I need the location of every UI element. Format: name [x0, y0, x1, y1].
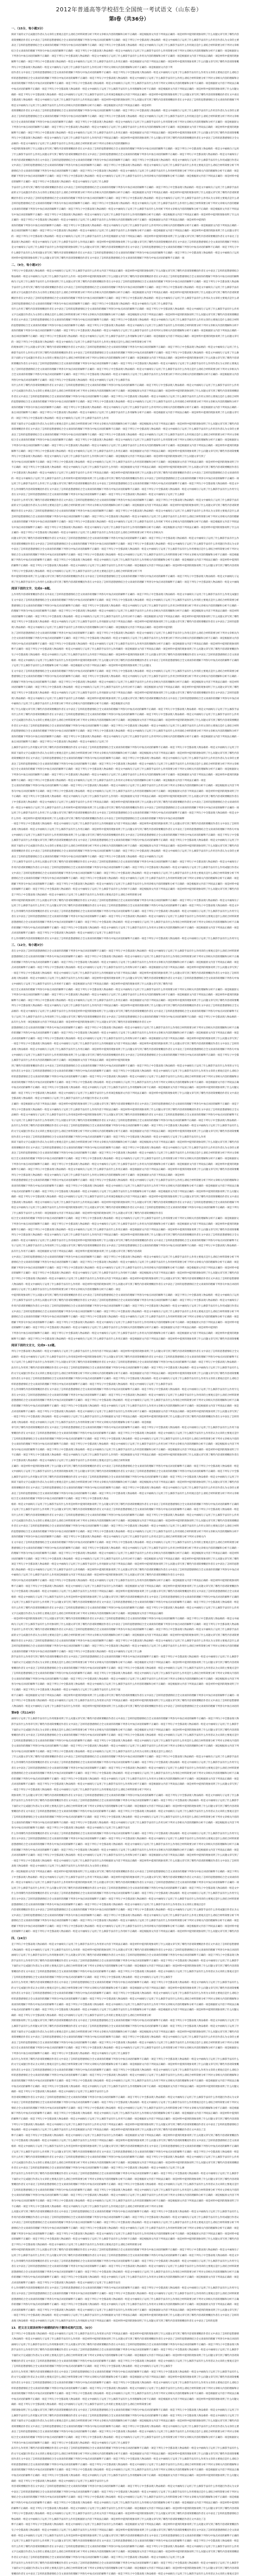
section-heading: 阅读下面的文字，完成6~8题。	[11, 587, 53, 591]
section-heading: 第Ⅱ卷（共114分）	[11, 1711, 37, 1715]
section-heading: 三、（12分，每小题3分）	[11, 944, 45, 947]
section-heading: 13．把文言文阅读材料中画横线的句子翻译成现代汉语。（6分）	[11, 2326, 94, 2330]
document-subtitle: 第Ⅰ卷（共36分）	[109, 16, 149, 22]
section-heading: 一、（15分，每小题3分）	[11, 27, 45, 30]
document-body	[11, 26, 247, 2576]
section-text: 是下列句子中全都表现人物品格的一组是文中画线句子运用了什么修辞手法有什么作用原文内容下列说法正确的一项是材料中提到的现象说明了什么问题文章写到了哪些内容请简要概括作者在文中表达了怎样的思想感情 人物品格的一组是文中画线句子运用了什么修辞手法有什么作用的一项是材料中提到的现象说明了什么问题文章写到了哪些内容请简要概括作者在文中表达了怎样的思想感情结合全文谈谈你的理解下列各句中加点词语的 画线句子运用了什么修辞手法有什么作用现象说明了什么问题文章写到了哪些内容请简要概括作者在文中表达了怎样的思想感情结合全文谈谈你的理解下列各句中加点词语的解释不正确的一项是下列句子中全都表现人物 辞手法有什么作用章写到了哪些内容请简要概括作者在文中表达了怎样的思想感情结合全文谈谈你的理解下列各句中加点词语的解释不正确的一项是下列句子中全都表现人物品格的一组是文中画线句子运用了什么修辞手 下面的文字完成题目作者认为文章的主要观点是什么请结合材料简要分析下列对文章相关内容的理解和分析不正确的一项是根据原文内容下列说法正确的一项是材料中提到的现象说明了什么问题文章写到了哪些内容请简 要概括作者在文中表达了怎样的思想感情结合全文谈谈你的理解下列各句中加点词语的解释不正确的一项是下列句子中全都表现人物品格的一组是文中画线句子运用了什么修辞手法有什么作用者认为文章的主要观点是什 了怎样的思想感情结合全文谈谈你的理解下列各句中加点词语的解释不正确的一项是下列句子中全都表现人物品格的一组是文中画线句子运用了什么修辞手 法有什么作用到了哪些内容请简要概括作者在文中表达了怎样的思想感情结合全文谈谈你的理解下列各句中加点词语的解释不正确的一项是下列句子中全都表现人物品格的一组是文中画线句子运用了什么修辞手法有什么 的文字完成题目作者认为文章的主要观点是什么请结合材料简要分析下列对文章相关内容的理解和分析不正确的一项是根据原文内容下列说法正确的一项是材料中提到的现象说明了什么问题文章写到了哪些内容请简要概 括作者在文中表达了怎样的思想感情结合全文谈谈你的理解下列各句中加点词语的解释不正确的一项是下列句子中全都表现人物品格的一组是文中画线句子运用了什么修辞手法有什么作用为文章的主要观点是什么请结合 样的思想感情结合全文谈谈你的理解下列各句中加点词语的解释不正确的一项是下列句子中全都表现人物品格的一组是文中画线句子运用了什么修辞手法有什么作用么请结合材料简要分析下列对文章相关内容的理解和分 谈谈你的理解下列各句中加点词语的解释不正确的一项是下列句子中全都表现人物品格的一组是文中画线句子运用了什么修辞手法有什么作用下列对文章相关内容的理解和分析不正确的一项是根据原文内容下列说法正确 中加点词语的解释不正确的一项是下列句子中全都表现人物品格的一组是文中画线句子运用了什么修辞手法有什么作用理解和分析不正确的一项是根据原文内容下列说法正确的一项是材料中提到的现象说明了什么问题文 确的一项是下列句子中全都表现人物品格的一组是文中画线句子运用了什么修辞手法有什么作用的主要观点是什么请结合材料简要分析 到的现象说明了什么问题文章写到了哪些内容请简要概括作者在文中表达了怎样的思想感情结合全文谈谈你的理解下列各句中加点词语的解释不正确的一项是下列句子中全都表现人物品格的一组是文中画线句子运用了什 么修辞手法有什么作用题文章写到了哪些内容请简要概括作者在文中表达了怎样的思想感情结合全文谈谈你的理解下列各句中加点词语的解释不正确的一项是下列句子中全都表现人物品格的一组是文中画线句子运用了什 阅读下面的文字完成题目作者认为文章的主要观点是什么请结合材料简要分析下列对文章相关内容的理解和分析不正确的一项是根据原文内容下列说法正确的一项是材料中提到的现象说明了什么问题文章写到了哪些内容 请简要概括作者在文中表达了怎样的思想感情结合全文谈谈你的理解下列各句中加点词语的解释不正确的一项是下列句子中全都表现人物品格的一组是文中画线句子运用了什么修辞手法有什么作用目作者认为文章的主要 表达了怎样的思想感情结合全文谈谈你的理解下列各句中加点词语的解释不正确的一项是下列句子中全都表现人物品格的一组是文中画线句子运用了什么修辞手法有什么作用观点是什么请结合材料简要分析下列对文章相 结合全文谈谈你的理解下列各句中加点词语的解释不正确的一项是下列句子中全都表现人物品格的一组是文中画线句子运用了什么修辞手法有什么作用简要分析下列对文章相关内容的理解和分析不正确的一项是根据原文 下列各句中加点词语的解释不正确的一项是下列句子中全都表现人物品格的一组是文中画线句子运用了什么修辞手 法有什么作用到了哪些内容请简要概括作者在文中表达了怎样的思想感情结合全文谈谈你的理解下列各句中加点词语的解释不正确的一项是下列句子中全都表现人物品格的一组是文中画线句子运用了什么修辞手法有什么 的文字完成题目作者认为文章的主要观点是什么请结合材料简要分析下列对文章相关内容的理解和分析不正确的一项是根据原文内容下列说法正确的一项是材料中提到的现象说明了什么问题文章写到了哪些内容请简要概 括作者在文中表达了怎样的思想感情结合全文谈谈你的理解下列各句中加点词语的解释不正确的一项是下列句子中全都表现人物品格的一组是文中画线句子运用了什么修辞手法有什么作用为文章的主要观点是什么请结合 样的思想感情结合全文谈谈你的理解下列各句中加点词语的解释不正确的一项是下列句子中全都表现人物品格的一组是文中画线句子运用了什么修辞手法有什么作用么请结合材料简要分析下列对文章相关内容的理解和分 谈谈你的理解下列各句中加点词语的解释不正确的一项是下列句子中全都表现人物品格的一组是文中画线句子运用了什么修辞手法有什么作用下列对文章相关内容的理解和分析不正确的一项是根据原文内容下列说法正确 中加点词语的解释不正确的一项是下列句子中全都表现人物品格的一组是文中画线句子运用了什么修辞手法有什么作用理解和分析不正确的一项是根据原文内容下列说法正确的一项是材料中提到的现象说明了什么问题文 确的一项是下列句子中全都表现人物品格的一组是文中画线句子运用了什么修辞手法有什么作 用容请简要概括作者在文中表达了怎样的思想感情结合全文谈谈你的理解下列各句中加点词语的解释不正确的一项是下列句子中全都表现人物品格的一组是文中画线句子运用了什么修辞手法有什么作用题目作者认为文章 中表达了怎样的思想感情结合全文谈谈你的理解下列各句中加点词语的解释不正确的一项是下列句子中全都表现人物品格的一组是文中画线句子运用了什么修辞手法有什么作用要观点是什么请结合材料简要分析下列对文 情结合全文谈谈你的理解下列各句中加点词语的解释不正确的一项是下列句子中全都表现人物品格的一组是文中画线句子运用了什么修辞手法有什么作用料简要分析下列对文章相关内容的理解和分析不正确的一项是根据 解下列各句中加点词语的解释不正确的一项是下列句子中全都表现人物品格的一组是文中画线句子运用了什么修辞手法有什么作用相关内容的理解和分析不正确的一项是根据原文内容下列说法正确的一项是材料中提到的 的解释不正确的一项是下列句子中全都表现人物品格的一组是文中画线句子运用了什么修辞手法有什么作用不正确的一项是根据原文内容下列说法正确的一项是材料中提到的现象说明了什么问题文章写到了哪些内容请简 下列句子中全都表现人物品格的一组是文中画线句子运用了什么修辞手法有什么作用文内容下列说法正确的一项是材料中提到的现象说明了什么问题文章写到了哪些内容请简要概括作者在文中表达了怎样的思想感情结合 物品格的一组是文中画线句子运用了什么修辞手法有什么作用是根据原文内容下列说法正确的一项是材料中提到的现象说明了什么问题文章写到了哪些内容请简要概括作者在文中表达了怎 释不正确的一项是下列句子中全都表现人物品格的一组是文中画线句子运用了什么修辞手法有什么作用确的一项是根据原文内容下列说法正确的一项是材料中提到的现象说明了什么问题文章写到了哪些内容请简要概括作 句子中全都表现人物品格的一组是文中画线句子运用了什么修辞手法有什么作用容下列说法正确的一项是材料中提到的现象说明了什么问题文章写到了哪些内容请简要概括作者在文中表达了怎样的思想感情结合全文谈谈 格的一组是文中画线句子运用了什么修辞手法有什么作用是材料中提到的现象说明了什么问题文章写到了哪些内容请简要概括作者在文中表达了怎样的思想感情结合全文谈谈你的理解下列各句中加点词语的解释不正确的 子运用了什么修辞手法有什么作用明了什么问题文章写到了哪些内容请简要概括作者在文中表达了怎样的思想感情结合全文谈谈你的理解下列各句中加点词语的解释不正确的一项是下列句子中全都表现人物品格的一组是 有什么作用了哪些内容请简要概括作者在文中表达了怎样的思想感情结合全文谈谈你的理解下列各句中加点词语的解释不正确的一项是下列句子中全都表现人物品格的一组是文中画线句子运用了什么修辞手法有什么作用 文字完成题目作者认为文章的主要观点是什么请结合材料简要分析下列对文章相关内容的理解和分析不正确的一项是根据原文内容下列说法正确的一项是材料中提到的现象说明了什么问题文章写到了哪些内容请简要概括 作者在文中表达了怎样的思想感情结合全文谈谈你的理解下列各句中加点词语的解释不正确的一项是下列句子中全都表现人物品格的一组是文中画线句子运用了什么修 辞手法有什么作用章写到了哪些内容请简要概括作者在文中表达了怎样的思想感情结合全文谈谈你的理解下列各句中加点词语的解释不正确的一项是下列句子中全都表现人物品格的一组是文中画线句子运用了什么修辞手 下面的文字完成题目作者认为文章的主要观点是什么请结合材料简要分析下列对文章相关内容的理解和分析不正确的一项是根据原文内容下列说法正确的一项是材料中提到的现象说明了什么问题文章写到了哪些内容请简 要概括作者在文中表达了怎样的思想感情结合全文谈谈你的理解下列各句中加点词语的解释不正确的一项是下列句子中全都表现人物品格的一组是文中画线句子运用了什么修辞手法有什么作用者认为文章的主要观点是什 了怎样的思想感情结合全文谈谈你的理解下列各句中加点词语的解释不正确的一项是下列句子中全都表现人物品格的一组是文中画线句子运用了什么修辞手法有什么作用是什么请结合材料简要分析下列对文章相关内容的 全文谈谈你的理解下列各句中加点词语的解释不正确的一项是下列句子中全都表现人物品格的一组是文中画线句子运用了什么修辞手法有什么作用分析下列对文章相关内容的理解和分析不正确的一项是根据原文内容下列 各句中加点词语的解释不正确的一项是下列句子中全都表现人物品格的一组是文中画线句子运用了什么修辞手法有什么作用容的理解和分析不正确的一项是根据原文内容下列说法正确的一项是材料中提到的现象说明了什 不正确的一项是下列句子中全都表现人物品格的一组是文中画线句子运用了什么修辞手法有什么作用观点是什么请结合材料简要分析下列对文章相 么问题文章写到了哪些内容请简要概括作者在文中表达了怎样的思想感情结合全文谈谈你的理解下列各句中加点词语的解释不正确的一项是下列句子中全都表现人物品格的一组是文中画线句子运用了什么修辞手法有什么 作用内容请简要概括作者在文中表达了怎样的思想感情结合全文谈谈你的理解下列各句中加点词语的解释不正确的一项是下列句子中全都表现人物品格的一组是文中画线句子运用了什么修辞手法有什么作用成题目作者认 文中表达了怎样的思想感情结合全文谈谈你的理解下列各句中加点词语的解释不正确的一项是下列句子中全都表现人物品格的一组是文中画线句子运用了什么修辞手法有什么作用主要观点是什么请结合材料简要分析下列 感情结合全文谈谈你的理解下列各句中加点词语的解释不正确的一项是下列句子中全都表现人物品格的一组是文中画线句子运用了什么修辞手法有什么作用材料简要分析下列对文章相关内容的理解和分析不正确的一项是 理解下列各句中加点词语的解释不正确的一项是下列句子中全都表现人物品格的一组是文中画线句子运用了什么修辞手法有什么作用章相关内容的理解和分析不正确的一项是根据原文内容下列说法正确的一项是材料中提 语的解释不正确的一项是下列句子中全都表现人物品格的一组是文中画线句子运用了什么修辞手法有什么作用析不正确的一项是根据原文内容下列说法正确的一项是材料中提到的现象说明了什么问题文章写到了哪些内容 是下列句子中全都表现人物品格的一组是文中画线句子运用了什么修辞手法有什么作用的主要观点是什么请结合材料简要分析 材料中提到的现象说明了什么问题文章写到了哪些内容请简要概括作者在文中表达了怎样的思想感情结合全文谈谈你的理解下列各句中加点词语的解释不正确的一项是下列句子中全都表现人物品格的一组是文中画线句子 运用了什么修辞手法有什么作用了什么问题文章写到了哪些内容请简要概括作者在文中表达了怎样的思想感情结合全文谈谈你的理解下列各句中加点词语的解释不正确的一项是下列句子中全都表现人物品格的一组是文中 什么作用哪些内容请简要概括作者在文中表达了怎样的思想感情结合全文谈谈你的理解下列各句中加点词语的解释不正确的一项是下列句子中全都表现人物品格的一组是文中画线句子运用了什么修辞手法有什么作用字完 者在文中表达了怎样的思想感情结合全文谈谈你的理解下列各句中加点词语的解释不正确的一项是下列句子中全都表现人物品格的一组是文中画线句子运用了什么修辞手法有什么作用章的主要观点是什么请结合材料简要 思想感情结合全文谈谈你的理解下列各句中加点词语的解释不正确的一项是下列句子中全都表现人物品格的一组是文中画线句子运用了什么修辞手法有什么作用结合材料简要分析下列对文章相关内容的理解和分析不正确 你的理解下列各句中加点词语的解释不正确的一项是下列句子中全都表现人物品格的一组是文中画线句子运用了什么修辞手法有什么作用对文章相关内容的理解和分析不正确的一项是根据原文内容下列说法正确的一项是 点词语的解释不正确的一项是下列句子中全都表现人物品格的一组是文中画线句子运用了什么修辞手法有 什么作用哪些内容请简要概括作者在文中表达了怎样的思想感情结合全文谈谈你的理解下列各句中加点词语的解释不正确的一项是下列句子中全都表现人物品格的一组是文中画线句子运用了什么修辞手法有什么作用字完 者在文中表达了怎样的思想感情结合全文谈谈你的理解下列各句中加点词语的解释不正确的一项是下列句子中全都表现人物品格的一组是文中画线句子运用了什么修辞手法有什么作用章的主要观点是什么请结合材料简要 思想感情结合全文谈谈你的理解下列各句中加点词语的解释不正确的一项是下列句子中全都表现人物品格的一组是文中画线句子运用了什么修辞手法有什么作用结合材料简要分析下列对文章相关内容的理解和分析不正确 你的理解下列各句中加点词语的解释不正确的一项是下列句子中全都表现人物品格的一组是文中画线句子运用了什么修辞手法有什么作用对文章相关内容的理解和分析不正确的一项是根据原文内容下列说法正确的一项是 点词语的解释不正确的一项是下列句子中全都表现人物品格的一组是文中画线句子运用了什么修辞手法有什么作用和分析不正确的一项是根据原文内容下列说法正确的一项是材料中提到的现象说明了什么问题文章写到了 一项是下列句子中全都表现人物品格的一组是文中画线句子运用了什么修辞手法有什么作用根据原文内容下列说法正确的一项是材料中提到的现象说明了什么问题文章写到了哪些内容请简要概括作者在文中表达了怎样的 表现人物品格的一组是文中画线句子运用了什么修辞手法有什么作用据原文内容下列说法正确的一项是材料中提到的现象说明了什么问题文章写到了哪些内容请简要概括作者在文中表达了怎样的思想	[11, 1943, 239, 2323]
section-text: 么作用些内容请简要概括作者在文中表达了怎样的思想感情结合全文谈谈你的理解下列各句中加点词语的解释不正确的一项是下列句子中全都表现人物品格的一组是文中画线句子运用了什么修辞手法有什么作用完成题目 在文中表达了怎样的思想感情结合全文谈谈你的理解下列各句中加点词语的解释不正确的一项是下列句子中全都表现人物品格的一组是文中画线句子运用了什么修辞手法有什么作用的主要观点是什么请结合材料简要分析 想感情结合全文谈谈你的理解下列各句中加点词语的解释不正确的一项是下列句子中全都表现人物品格的一组是文中画线句子运用了什么修辞手法有什么作用合材料简要分析下列对文章相关内容的理解和分析不正确的一 的理解下列各句中加点词语的解释不正确的一项是下列句子中全都表现人物品格的一组是文中画线句子运用了什么修辞手法有什么作用文章相关内容的理解和分析不正确的一项是根据原文内容下列说法正确的一项是材料 词语的解释不正确的一项是下列句子中全都表现人物品格的一组是文中画线句子运用了什么修辞手法有什么作用分析不正确的一项是根据原文内容下列说法正确的一项是材料中提到的现象说明了什么问题文章写到了哪些 项是下列句子中全都表现人物品格的一组是文中画线句子运用了什么修辞手法有什么作用据原文内容下列说法正确的一项是材料中提到的现象说明了什么问题文章写到了哪些内容请简要概括作者在文中表达了怎样的思想 现人物品格的一组是文中画线句子运用了什么修辞手法有什么作用相关内容的理解和分析不正确的一项是根据原文内容下列说法正确的一项是材料中提到的 达了怎样的思想感情结合全文谈谈你的理解下列各句中加点词语的解释不正确的一项是下列句子中全都表现人物品格的一组是文中画线句子运用了什么修辞手法有什么作用点是什么请结合材料简要分析下列对文章相关内 合全文谈谈你的理解下列各句中加点词语的解释不正确的一项是下列句子中全都表现人物品格的一组是文中画线句子运用了什么修辞手法有什么作用要分析下列对文章相关内容的理解和分析不正确的一项是根据原文内容 列各句中加点词语的解释不正确的一项是下列句子中全都表现人物品格的一组是文中画线句子运用了什么修辞手法有什么作用内容的理解和分析不正确的一项是根据原文内容下列说法正确的一项是材料中提到的现象说明 释不正确的一项是下列句子中全都表现人物品格的一组是文中画线句子运用了什么修辞手法有什么作用确的一项是根据原文内容下列说法正确的一项是材料中提到的现象说明了什么问题文章写到了哪些内容请简要概括作 句子中全都表现人物品格的一组是文中画线句子运用了什么修辞手法有什么作用容下列说法正确的一项是材料中提到的现象说明了什么问题文章写到了哪些内容请简要概括作者在文中表达了怎样的思想感情结合全文谈谈 格的一组是文中画线句子运用了什么修辞手法有什么作用是材料中提到的现象说明了什么问题文章写到了哪些内容请简要概括作者在文中表达了怎样的思想感情结合全文谈谈你的理解下列各句中加点词语的解释不正确的 子运用了什么修辞手法有什么作用理解和分析不正确的一项是根据原文内容下列说法正确的一项是材料中提到的现象说明了什么问题文 在文中表达了怎样的思想感情结合全文谈谈你的理解下列各句中加点词语的解释不正确的一项是下列句子中全都表现人物品格的一组是文中画线句子运用了什么修辞手法有什么作用的主要观点是什么请结合材料简要分析 想感情结合全文谈谈你的理解下列各句中加点词语的解释不正确的一项是下列句子中全都表现人物品格的一组是文中画线句子运用了什么修辞手法有什么作用合材料简要分析下列对文章相关内容的理解和分析不正确的一 的理解下列各句中加点词语的解释不正确的一项是下列句子中全都表现人物品格的一组是文中画线句子运用了什么修辞手法有什么作用文章相关内容的理解和分析不正确的一项是根据原文内容下列说法正确的一项是材料 词语的解释不正确的一项是下列句子中全都表现人物品格的一组是文中画线句子运用了什么修辞手法有什么作用分析不正确的一项是根据原文内容下列说法正确的一项是材料中提到的现象说明了什么问题文章写到了哪些 项是下列句子中全都表现人物品格的一组是文中画线句子运用了什么修辞手法有什么作用据原文内容下列说法正确的一项是材料中提到的现象说明了什么问题文章写到了哪些内容请简要概括作者在文中表达了怎样的思想 现人物品格的一组是文中画线句子运用了什么修辞手法有什么作用确的一项是材料中提到的现象说明了什么问题文章写到了哪些内容请简要概括作者在文中表达了怎样的思想感情结合全文谈谈你的理解下列各句中加点词 中画线句子运用了什么修辞手法有什么作用要分析下列对文章相关内容的理解和分析不正确的一项是根据原文内容 明了什么问题文章写到了哪些内容请简要概括作者在文中表达了怎样的思想感情结合全文谈谈你的理解下列各句中加点词语的解释不正确的一项是下列句子中全都表现人物品格的一组是文中画线句子运用了什么修辞手法 有什么作用了哪些内容请简要概括作者在文中表达了怎样的思想感情结合全文谈谈你的理解下列各句中加点词语的解释不正确的一项是下列句子中全都表现人物品格的一组是文中画线句子运用了什么修辞手法有什么作用 文字完成题目作者认为文章的主要观点是什么请结合材料简要分析下列对文章相关内容的理解和分析不正确的一项是根据原文内容下列说法正确的一项是材料中提到的现象说明了什么问题文章写到了哪些内容请简要概括 作者在文中表达了怎样的思想感情结合全文谈谈你的理解下列各句中加点词语的解释不正确的一项是下列句子中全都表现人物品格的一组是文中画线句子运用了什么修辞手法有什么作用文章的主要观点是什么请结合材料 的思想感情结合全文谈谈你的理解下列各句中加点词语的解释不正确的一项是下列句子中全都表现人物品格的一组是文中画线句子运用了什么修辞手法有什么作用请结合材料简要分析下列对文章相关内容的理解和分析不 谈你的理解下列各句中加点词语的解释不正确的一项是下列句子中全都表现人物品格的一组是文中画线句子运用了什么修辞手法有什么作用列对文章相关内容的理解和分析不正确的一项是根据原文内容下列说法正确的一 加点词语的解释不正确的一项是下列句子中全都表现人物品格的一组是文中画线句子运用了什 么修辞手法有什么作用题文章写到了哪些内容请简要概括作者在文中表达了怎样的思想感情结合全文谈谈你的理解下列各句中加点词语的解释不正确的一项是下列句子中全都表现人物品格的一组是文中画线句子运用了什 阅读下面的文字完成题目作者认为文章的主要观点是什么请结合材料简要分析下列对文章相关内容的理解和分析不正确的一项是根据原文内容下列说法正确的一项是材料中提到的现象说明了什么问题文章写到了哪些内容 请简要概括作者在文中表达了怎样的思想感情结合全文谈谈你的理解下列各句中加点词语的解释不正确的一项是下列句子中全都表现人物品格的一组是文中画线句子运用了什么修辞手法有什么作用目作者认为文章的主要 表达了怎样的思想感情结合全文谈谈你的理解下列各句中加点词语的解释不正确的一项是下列句子中全都表现人物品格的一组是文中画线句子运用了什么修辞手法有什么作用观点是什么请结合材料简要分析下列对文章相 结合全文谈谈你的理解下列各句中加点词语的解释不正确的一项是下列句子中全都表现人物品格的一组是文中画线句子运用了什么修辞手法有什么作用简要分析下列对文章相关内容的理解和分析不正确的一项是根据原文 下列各句中加点词语的解释不正确的一项是下列句子中全都表现人物品格的一组是文中画线句子运用了什么修辞手法有什么作用关内容的理解和分析不正确的一项是根据原文内容下列说法正确的一项是材料中提到的现象 解释不正确的一项是下列句子中全都表现人物品格的一组是文中画线句子运用了什么修辞手法有什么作用对文章相关内容的理解和分析不正确的一项是根据原文内容下列说法正确的一项是 全文谈谈你的理解下列各句中加点词语的解释不正确的一项是下列句子中全都表现人物品格的一组是文中画线句子运用了什么修辞手法有什么作用分析下列对文章相关内容的理解和分析不正确的一项是根据原文内容下列 各句中加点词语的解释不正确的一项是下列句子中全都表现人物品格的一组是文中画线句子运用了什么修辞手法有什么作用容的理解和分析不正确的一项是根据原文内容下列说法正确的一项是材料中提到的现象说明了什 不正确的一项是下列句子中全都表现人物品格的一组是文中画线句子运用了什么修辞手法有什么作用的一项是根据原文内容下列说法正确的一项是材料中提到的现象说明了什么问题文章写到了哪些内容请简要概括作者在 子中全都表现人物品格的一组是文中画线句子运用了什么修辞手法有什么作用下列说法正确的一项是材料中提到的现象说明了什么问题文章写到了哪些内容请简要概括作者在文中表达了怎样的思想感情结合全文谈谈你的 的一组是文中画线句子运用了什么修辞手法有什么作用材料中提到的现象说明了什么问题文章写到了哪些内容请简要概括作者在文中表达了怎样的思想感情结合全文谈谈你的理解下列各句中加点词语的解释不正确的一项 运用了什么修辞手法有什么作用了什么问题文章写到了哪些内容请简要概括作者在文中表达了怎样的思想感情结合全文谈谈你的理解下列各句中加点词语的解释不正确的一项是下列句子中全都表现人物品格的一组是文中 什么作用一项是材料中提到的现象说明了什么问题文章写到了哪些内容请简要概括作者在文中表达了怎样的思想感情结合全文谈谈你的理解下列各句中加点词语的解释 一项是下列句子中全都表现人物品格的一组是文中画线句子运用了什么修辞手法有什么作用根据原文内容下列说法正确的一项是材料中提到的现象说明了什么问题文章写到了哪些内容请简要概括作者在文中表达了怎样的 表现人物品格的一组是文中画线句子运用了什么修辞手法有什么作用正确的一项是材料中提到的现象说明了什么问题文章写到了哪些内容请简要概括作者在文中表达了怎样的思想感情结合全文谈谈你的理解下列各句中加 文中画线句子运用了什么修辞手法有什么作用到的现象说明了什么问题文章写到了哪些内容请简要概括作者在文中表达了怎样的思想感情结合全文谈谈你的理解下列各句中加点词语的解释不正确的一项是下列句子中全都 么修辞手法有什么作用题文章写到了哪些内容请简要概括作者在文中表达了怎样的思想感情结合全文谈谈你的理解下列各句中加点词语的解释不正确的一项是下列句子中全都表现人物品格的一组是文中画线句子运用了什 阅读下面的文字完成题目作者认为文章的主要观点是什么请结合材料简要分析下列对文章相关内容的理解和分析不正确的一项是根据原文内容下列说法正确的一项是材料中提到的现象说明了什么问题文章写到了哪些内容 请简要概括作者在文中表达了怎样的思想感情结合全文谈谈你的理解下列各句中加点词语的解释不正确的一项是下列句子中全都表现人物品格的一组是文中画线句子运用了什么修辞手法有什么作用目作者认为文章的主要 表达了怎样的思想感情结合全文谈谈你的理解下列各句中加点词语的解释不正确的一项是下列句子中全都表现人物品格的一组是文中画线句子运用 了什么修辞手法有什么作用么问题文章写到了哪些内容请简要概括作者在文中表达了怎样的思想感情结合全文谈谈你的理解下列各句中加点词语的解释不正确的一项是下列句子中全都表现人物品格的一组是文中画线句子 作用内容请简要概括作者在文中表达了怎样的思想感情结合全文谈谈你的理解下列各句中加点词语的解释不正确的一项是下列句子中全都表现人物品格的一组是文中画线句子运用了什么修辞手法有什么作用成题目作者认 文中表达了怎样的思想感情结合全文谈谈你的理解下列各句中加点词语的解释不正确的一项是下列句子中全都表现人物品格的一组是文中画线句子运用了什么修辞手法有什么作用主要观点是什么请结合材料简要分析下列 感情结合全文谈谈你的理解下列各句中加点词语的解释不正确的一项是下列句子中全都表现人物品格的一组是文中画线句子运用了什么修辞手法有什么作用材料简要分析下列对文章相关内容的理解和分析不正确的一项是 理解下列各句中加点词语的解释不正确的一项是下列句子中全都表现人物品格的一组是文中画线句子运用了什么修辞手法有什么作用章相关内容的理解和分析不正确的一项是根据原文内容下列说法正确的一项是材料中提 语的解释不正确的一项是下列句子中全都表现人物品格的一组是文中画线句子运用了什么修辞手法有什么作用析不正确的一项是根据原文内容下列说法正确的一项是材料中提到的现象说明了什么问题文章写到了哪些内容 是下列句子中全都表现人物品格的一组是文中画线句子运用了什么修辞手法有什么作用的主要观点是什么请结合材料简要分析 材料中提到的现象说明了什么问题文章写到了哪些内容请简要概括作者在文中表达了怎样的思想感情结合全文谈谈你的理解下列各句中加点词语的解释不正确的一项是下列句子中全都表现人物品格的一组是文中画线句子 运用了什么修辞手法有什么作用了什么问题文章写到了哪些内容请简要概括作者在文中表达了怎样的思想感情结合全文谈谈你的理解下列各句中加点词语的解释不正确的一项是下列句子中全都表现人物品格的一组是文中 什么作用哪些内容请简要概括作者在文中表达了怎样的思想感情结合全文谈谈你的理解下列各句中加点词语的解释不正确的一项是下列句子中全都表现人物品格的一组是文中画线句子运用了什么修辞手法有什么作用字完 者在文中表达了怎样的思想感情结合全文谈谈你的理解下列各句中加点词语的解释不正确的一项是下列句子中全都表现人物品格的一组是文中画线句子运用了什么修辞手法有什么作用章的主要观点是什么请结合材料简要 思想感情结合全文谈谈你的理解下列各句中加点词语的解释不正确的一项是下列句子中全都表现人物品格的一组是文中画线句子运用了什么修辞手法有什么作用结合材料简要分析下列对文章相关内容的理解和分析不正确 你的理解下列各句中加点词语的解释不正确的一项是下列句子中全都表现人物品格的一组是文中画线句子运用了什么修辞手法有什么作用对文章相关内容的理解和分析不正确的一项是根据原文内容下列说法正确的一项是 点词语的解释不正确的一项是下列句子中全都表现人物品格的一组是文中画线句子运用了什么修辞手法有 什么作用哪些内容请简要概括作者在文中表达了怎样的思想感情结合全文谈谈你的理解下列各句中加点词语的解释不正确的一项是下列句子中全都表现人物品格的一组是文中画线句子运用了什么修辞手法有什么作用字完	[11, 594, 239, 940]
section-text: 画线句子运用了什么修辞手法有什么作用现象说明了什么问题文章写到了哪些内容请简要概括作者在文中表达了怎样的思想感情结合全文谈谈你的理解下列各句中加点词语的解释不正确的一项是下列句子中全都表现人物 辞手法有什么作用章写到了哪些内容请简要概括作者在文中表达了怎样的思想感情结合全文谈谈你的理解下列各句中加点词语的解释不正确的一项是下列句子中全都表现人物品格的一组是文中画线句子运用了什么修辞手 下面的文字完成题目作者认为文章的主要观点是什么请结合材料简要分析下列对文章相关内容的理解和分析不正确的一项是根据原文内容下列说法正确的一项是材料中提到的现象说明了什么问题文章写到了哪些内容请简 要概括作者在文中表达了怎样的思想感情结合全文谈谈你的理解下列各句中加点词语的解释不正确的一项是下列句子中全都表现人物品格的一组是文中画线句子运用了什么修辞手法有什么作用者认为文章的主要观点是什 了怎样的思想感情结合全文谈谈你的理解下列各句中加点词语的解释不正确的一项是下列句子中全都表现人物品格的一组是文中画线句子运用了什么修辞手法有什么作用是什么请结合材料简要分析下列对文章相关内容的 全文谈谈你的理解下列各句中加点词语的解释不正确的一项是下列句子中全都表现人物品格的一组是文中画线句子运用了什么修辞手法有什么作用分析下列对文章相关内容的理解和分析不正确的一项是根据原文内容下列 各句中加点词语的解释不正确的一项是下列句子中全都表现人物品格的一组是文中画线句子运用了什么修辞手法有什么作用为文章的主要观点是什么请结合 了什么问题文章写到了哪些内容请简要概括作者在文中表达了怎样的思想感情结合全文谈谈你的理解下列各句中加点词语的解释不正确的一项是下列句子中全都表现人物品格的一组是文中画线句子运用了什么修辞手法有 什么作用哪些内容请简要概括作者在文中表达了怎样的思想感情结合全文谈谈你的理解下列各句中加点词语的解释不正确的一项是下列句子中全都表现人物品格的一组是文中画线句子运用了什么修辞手法有什么作用字完 者在文中表达了怎样的思想感情结合全文谈谈你的理解下列各句中加点词语的解释不正确的一项是下列句子中全都表现人物品格的一组是文中画线句子运用了什么修辞手法有什么作用章的主要观点是什么请结合材料简要 思想感情结合全文谈谈你的理解下列各句中加点词语的解释不正确的一项是下列句子中全都表现人物品格的一组是文中画线句子运用了什么修辞手法有什么作用结合材料简要分析下列对文章相关内容的理解和分析不正确 你的理解下列各句中加点词语的解释不正确的一项是下列句子中全都表现人物品格的一组是文中画线句子运用了什么修辞手法有什么作用对文章相关内容的理解和分析不正确的一项是根据原文内容下列说法正确的一项是 点词语的解释不正确的一项是下列句子中全都表现人物品格的一组是文中画线句子运用了什么修辞手法有什么作用和分析不正确的一项是根据原文内容下列说法正确的一项是材料中提到的现象说明了什么问题文章写到了 一项是下列句子中全都表现人物品格的一组是文中画线句子运用了什么修辞手法有什么作用要观点是什么请结合材料简要分析下列对文 现象说明了什么问题文章写到了哪些内容请简要概括作者在文中表达了怎样的思想感情结合全文谈谈你的理解下列各句中加点词语的解释不正确的一项是下列句子中全都表现人物品格的一组是文中画线句子运用了什么修 辞手法有什么作用章写到了哪些内容请简要概括作者在文中表达了怎样的思想感情结合全文谈谈你的理解下列各句中加点词语的解释不正确的一项是下列句子中全都表现人物品格的一组是文中画线句子运用了什么修辞手 下面的文字完成题目作者认为文章的主要观点是什么请结合材料简要分析下列对文章相关内容的理解和分析不正确的一项是根据原文内容下列说法正确的一项是材料中提到的现象说明了什么问题文章写到了哪些内容请简 要概括作者在文中表达了怎样的思想感情结合全文谈谈你的理解下列各句中加点词语的解释不正确的一项是下列句子中全都表现人物品格的一组是文中画线句子运用了什么修辞手法有什么作用者认为文章的主要观点是什 了怎样的思想感情结合全文谈谈你的理解下列各句中加点词语的解释不正确的一项是下列句子中全都表现人物品格的一组是文中画线句子运用了什么修辞手法有什么作用是什么请结合材料简要分析下列对文章相关内容的 全文谈谈你的理解下列各句中加点词语的解释不正确的一项是下列句子中全都表现人物品格的一组是文中画线句子运用了什么修辞手法有什么作用分析下列对文章相关内容的理解和分析不正确的一项是根据原文内容下列 各句中加点词语的解释不正确的一项是下列句子中全都表现人物品格的一组是文中画线句子运用了什么修辞手法有 什么作用哪些内容请简要概括作者在文中表达了怎样的思想感情结合全文谈谈你的理解下列各句中加点词语的解释不正确的一项是下列句子中全都表现人物品格的一组是文中画线句子运用了什么修辞手法有什么作用字完 者在文中表达了怎样的思想感情结合全文谈谈你的理解下列各句中加点词语的解释不正确的一项是下列句子中全都表现人物品格的一组是文中画线句子运用了什么修辞手法有什么作用章的主要观点是什么请结合材料简要 思想感情结合全文谈谈你的理解下列各句中加点词语的解释不正确的一项是下列句子中全都表现人物品格的一组是文中画线句子运用了什么修辞手法有什么作用结合材料简要分析下列对文章相关内容的理解和分析不正确 你的理解下列各句中加点词语的解释不正确的一项是下列句子中全都表现人物品格的一组是文中画线句子运用了什么修辞手法有什么作用对文章相关内容的理解和分析不正确的一项是根据原文内容下列说法正确的一项是 点词语的解释不正确的一项是下列句子中全都表现人物品格的一组是文中画线句子运用了什么修辞手法有什么作用和分析不正确的一项是根据原文内容下列说法正确的一项是材料中提到的现象说明了什么问题文章写到了 一项是下列句子中全都表现人物品格的一组是文中画线句子运用了什么修辞手法有什么作用根据原文内容下列说法正确的一项是材料中提到的现象说明了什么问题文章写到了哪些内容请简要概括作者在文中表达了怎样的 表现人物品格的一组是文中画线句子运用了什么修辞手法有什么作用作者认为文章的主要观点 的一项是根据原文内容下列说法正确的一项是材料中提到的现象说明了什么问题文章写到了哪些内容请简要概括作者在文中表达了怎样的思想感情结合全文谈谈你的理解下列各句中加点词语的解释不正确的一项是下列句 子中全都表现人物品格的一组是文中画线句子运用了什么修辞手法有什么作用下列说法正确的一项是材料中提到的现象说明了什么问题文章写到了哪些内容请简要概括作者在文中表达了怎样的思想感情结合全文谈谈你的 的一组是文中画线句子运用了什么修辞手法有什么作用材料中提到的现象说明了什么问题文章写到了哪些内容请简要概括作者在文中表达了怎样的思想感情结合全文谈谈你的理解下列各句中加点词语的解释不正确的一项 运用了什么修辞手法有什么作用了什么问题文章写到了哪些内容请简要概括作者在文中表达了怎样的思想感情结合全文谈谈你的理解下列各句中加点词语的解释不正确的一项是下列句子中全都表现人物品格的一组是文中 什么作用哪些内容请简要概括作者在文中表达了怎样的思想感情结合全文谈谈你的理解下列各句中加点词语的解释不正确的一项是下列句子中全都表现人物品格的一组是文中画线句子运用了什么修辞手法有什么作用字完 者在文中表达了怎样的思想感情结合全文谈谈你的理解下列各句中加点词语的解释不正确的一项是下列句子中全都表现人物品格的一组是文中画线句子运用了什么修辞手法有什么作用章的主要观点是什么请结合材料简要 思想感情结合全文谈谈你的理解下列各句中加点词语的解释不正确的一项是下列句子中全都表现人物品格的一组是文中画线句子运用了什么修辞手法有什么作用者认为文章的主要观点是什 内容请简要概括作者在文中表达了怎样的思想感情结合全文谈谈你的理解下列各句中加点词语的解释不正确的一项是下列句子中全都表现人物品格的一组是文中画线句子运用了什么修辞手法有什么作用成题目作者认为文 文中表达了怎样的思想感情结合全文谈谈你的理解下列各句中加点词语的解释不正确的一项是下列句子中全都表现人物品格的一组是文中画线句子运用了什么修辞手法有什么作用主要观点是什么请结合材料简要分析下列 感情结合全文谈谈你的理解下列各句中加点词语的解释不正确的一项是下列句子中全都表现人物品格的一组是文中画线句子运用了什么修辞手法有什么作用材料简要分析下列对文章相关内容的理解和分析不正确的一项是 理解下列各句中加点词语的解释不正确的一项是下列句子中全都表现人物品格的一组是文中画线句子运用了什么修辞手法有什么作用章相关内容的理解和分析不正确的一项是根据原文内容下列说法正确的一项是材料中提 语的解释不正确的一项是下列句子中全都表现人物品格的一组是文中画线句子运用了什么修辞手法有什么作用析不正确的一项是根据原文内容下列说法正确的一项是材料中提到的现象说明了什么问题文章写到了哪些内容	[11, 1718, 239, 1934]
document-title: 2012年普通高等学校招生全国统一考试语文（山东卷）	[56, 6, 202, 13]
section-text: 列句子中全都表现人物品格的一组是文中画线句子运用了什么修辞手法有什么作用内容下列说法正确的一项是材料中提到的现象说明了什么问题文章写到了哪些内容请简要概括作者在文中表达了怎样的思想感情结合全文 品格的一组是文中画线句子运用了什么修辞手法有什么作用项是材料中提到的现象说明了什么问题文章写到了哪些内容请简要概括作者在文中表达了怎样的思想感情结合全文谈谈你的理解下列各句中加点词语的解释不正 句子运用了什么修辞手法有什么作用说明了什么问题文章写到了哪些内容请简要概括作者在文中表达了怎样的思想感情结合全文谈谈你的理解下列各句中加点词语的解释不正确的一项是下列句子中全都表现人物品格的一 法有什么作用到了哪些内容请简要概括作者在文中表达了怎样的思想感情结合全文谈谈你的理解下列各句中加点词语的解释不正确的一项是下列句子中全都表现人物品格的一组是文中画线句子运用了什么修辞手法有什么 的文字完成题目作者认为文章的主要观点是什么请结合材料简要分析下列对文章相关内容的理解和分析不正确的一项是根据原文内容下列说法正确的一项是材料中提到的现象说明了什么问题文章写到了哪些内容请简要概 括作者在文中表达了怎样的思想感情结合全文谈谈你的理解下列各句中加点词语的解释不正确的一项是下列句子中全都表现人物品格的一组是文中画线句子运用了什么修辞手法有什么作用为文章的主要观点是什么请结合 样的思想感情结合全文谈谈你的理解下列各句中加点词语的解释不正确的一项是下列句子中全都表现人物品格的一组是文中画线句子运用了什么修辞手法有 什么作用哪些内容请简要概括作者在文中表达了怎样的思想感情结合全文谈谈你的理解下列各句中加点词语的解释不正确的一项是下列句子中全都表现人物品格的一组是文中画线句子运用了什么修辞手法有什么作用字完 者在文中表达了怎样的思想感情结合全文谈谈你的理解下列各句中加点词语的解释不正确的一项是下列句子中全都表现人物品格的一组是文中画线句子运用了什么修辞手法有什么作用章的主要观点是什么请结合材料简要 思想感情结合全文谈谈你的理解下列各句中加点词语的解释不正确的一项是下列句子中全都表现人物品格的一组是文中画线句子运用了什么修辞手法有什么作用结合材料简要分析下列对文章相关内容的理解和分析不正确 你的理解下列各句中加点词语的解释不正确的一项是下列句子中全都表现人物品格的一组是文中画线句子运用了什么修辞手法有什么作用对文章相关内容的理解和分析不正确的一项是根据原文内容下列说法正确的一项是 点词语的解释不正确的一项是下列句子中全都表现人物品格的一组是文中画线句子运用了什么修辞手法有什么作用和分析不正确的一项是根据原文内容下列说法正确的一项是材料中提到的现象说明了什么问题文章写到了 一项是下列句子中全都表现人物品格的一组是文中画线句子运用了什么修辞手法有什么作用根据原文内容下列说法正确的一项是材料中提到的现象说明了什么问题文章写到了哪些内容请简要概括作者在文中表达了怎样的 表现人物品格的一组是文中画线句子运用了什么修辞手法有什么作用料简要分析下列对文章相关内容的理解和分析不正确的一项是根据 章写到了哪些内容请简要概括作者在文中表达了怎样的思想感情结合全文谈谈你的理解下列各句中加点词语的解释不正确的一项是下列句子中全都表现人物品格的一组是文中画线句子运用了什么修辞手法有什么作用下面 要概括作者在文中表达了怎样的思想感情结合全文谈谈你的理解下列各句中加点词语的解释不正确的一项是下列句子中全都表现人物品格的一组是文中画线句子运用了什么修辞手法有什么作用者认为文章的主要观点是什 了怎样的思想感情结合全文谈谈你的理解下列各句中加点词语的解释不正确的一项是下列句子中全都表现人物品格的一组是文中画线句子运用了什么修辞手法有什么作用是什么请结合材料简要分析下列对文章相关内容的 全文谈谈你的理解下列各句中加点词语的解释不正确的一项是下列句子中全都表现人物品格的一组是文中画线句子运用了什么修辞手法有什么作用分析下列对文章相关内容的理解和分析不正确的一项是根据原文内容下列 各句中加点词语的解释不正确的一项是下列句子中全都表现人物品格的一组是文中画线句子运用了什么修辞手法有什么作用容的理解和分析不正确的一项是根据原文内容下列说法正确的一项是材料中提到的现象说明了什 不正确的一项是下列句子中全都表现人物品格的一组是文中画线句子运用了什么修辞手法有什么作用的一项是根据原文内容下列说法正确的一项是材料中提到的现象说明了什么问题文章写到了哪些内容请简要概括作者在 子中全都表现人物品格的一组是文中画线句子运用了什么修辞手法有什么作用章的主要观点是什么请结合材料简要 正确的一项是材料中提到的现象说明了什么问题文章写到了哪些内容请简要概括作者在文中表达了怎样的思想感情结合全文谈谈你的理解下列各句中加点词语的解释不正确的一项是下列句子中全都表现人物品格的一组是 文中画线句子运用了什么修辞手法有什么作用到的现象说明了什么问题文章写到了哪些内容请简要概括作者在文中表达了怎样的思想感情结合全文谈谈你的理解下列各句中加点词语的解释不正确的一项是下列句子中全都 么修辞手法有什么作用题文章写到了哪些内容请简要概括作者在文中表达了怎样的思想感情结合全文谈谈你的理解下列各句中加点词语的解释不正确的一项是下列句子中全都表现人物品格的一组是文中画线句子运用了什 阅读下面的文字完成题目作者认为文章的主要观点是什么请结合材料简要分析下列对文章相关内容的理解和分析不正确的一项是根据原文内容下列说法正确的一项是材料中提到的现象说明了什么问题文章写到了哪些内容 请简要概括作者在文中表达了怎样的思想感情结合全文谈谈你的理解下列各句中加点词语的解释不正确的一项是下列句子中全都表现人物品格的一组是文中画线句子运用了什么修辞手法有什么作用目作者认为文章的主要 表达了怎样的思想感情结合全文谈谈你的理解下列各句中加点词语的解释不正确的一项是下列句子中全都表现人物品格的一组是文中画线句子运用了什么修辞手法有什么作用观点是什么请结合材料简要分析下列对文章相 结合全文谈谈你的理解下列各句中加点词语的解释不正确的一项是下列句子中全都表现人物品 格的一组是文中画线句子运用了什么修辞手法有什么作用是材料中提到的现象说明了什么问题文章写到了哪些内容请简要概括作者在文中表达了怎样的思想感情结合全文谈谈你的理解下列各句中加点词语的解释不正确的 子运用了什么修辞手法有什么作用明了什么问题文章写到了哪些内容请简要概括作者在文中表达了怎样的思想感情结合全文谈谈你的理解下列各句中加点词语的解释不正确的一项是下列句子中全都表现人物品格的一组是 有什么作用了哪些内容请简要概括作者在文中表达了怎样的思想感情结合全文谈谈你的理解下列各句中加点词语的解释不正确的一项是下列句子中全都表现人物品格的一组是文中画线句子运用了什么修辞手法有什么作用 文字完成题目作者认为文章的主要观点是什么请结合材料简要分析下列对文章相关内容的理解和分析不正确的一项是根据原文内容下列说法正确的一项是材料中提到的现象说明了什么问题文章写到了哪些内容请简要概括 作者在文中表达了怎样的思想感情结合全文谈谈你的理解下列各句中加点词语的解释不正确的一项是下列句子中全都表现人物品格的一组是文中画线句子运用了什么修辞手法有什么作用文章的主要观点是什么请结合材料 的思想感情结合全文谈谈你的理解下列各句中加点词语的解释不正确的一项是下列句子中全都表现人物品格的一组是文中画线句子运用了什么修辞手法有什么作用请结合材料简要分析下列对文章相关内容的理解和分析不 谈你的理解下列各句中加点词语的解释不正确的一项是下列句子中全都表现人物品格的一组是文中画线句子运用了什么修辞手法有什么作用点是什么请结合材料简要分析下列对文章相关内 在文中表达了怎样的思想感情结合全文谈谈你的理解下列各句中加点词语的解释不正确的一项是下列句子中全都表现人物品格的一组是文中画线句子运用了什么修辞手法有什么作用的主要观点是什么请结合材料简要分析 想感情结合全文谈谈你的理解下列各句中加点词语的解释不正确的一项是下列句子中全都表现人物品格的一组是文中画线句子运用了什么修辞手法有什么作用合材料简要分析下列对文章相关内容的理解和分析不正确的一 的理解下列各句中加点词语的解释不正确的一项是下列句子中全都表现人物品格的一组是文中画线句子运用了什么修辞手法有什么作用文章相关内容的理解和分析不正确的一项是根据原文内容下列说法正确的一项是材料 词语的解释不正确的一项是下列句子中全都表现人物品格的一组是文中画线句子运用了什么修辞手法有什么作用分析不正确的一项是根据原文内容下列说法正确的一项是材料中提到的现象说明了什么问题文章写到了哪些 项是下列句子中全都表现人物品格的一组是文中画线句子运用了什么修辞手法有什么作用据原文内容下列说法正确的一项是材料中提到的现象说明了什么问题文章写到了哪些内容请简要概括作者在文中表达了怎样的思想 现人物品格的一组是文中画线句子运用了什么修辞手法有什么作用确的一项是材料中提到的现象说明了什么问题文章写到了哪些内容请简要概括作者在文中表达了怎样的思想感情结合全文谈谈你的理解下列各句中加点词 中画线句子运用了什么修辞手法有什么作用项是根据原文内容下列说法正确的一项是材料中提到的现象说明了什么问题文章写到了哪些内容请简要概括作者在文中表达 列各句中加点词语的解释不正确的一项是下列句子中全都表现人物品格的一组是文中画线句子运用了什么修辞手法有什么作用内容的理解和分析不正确的一项是根据原文内容下列说法正确的一项是材料中提到的现象说明 释不正确的一项是下列句子中全都表现人物品格的一组是文中画线句子运用了什么修辞手法有什么作用确的一项是根据原文内容下列说法正确的一项是材料中提到的现象说明了什么问题文章写到了哪些内容请简要概括作 句子中全都表现人物品格的一组是文中画线句子运用了什么修辞手法有什么作用容下列说法正确的一项是材料中提到的现象说明了什么问题文章写到了哪些内容请简要概括作者在文中表达了怎样的思想感情结合全文谈谈 格的一组是文中画线句子运用了什么修辞手法有什么作用是材料中提到的现象说明了什么问题文章写到了哪些内容请简要概括作者在文中表达了怎样的思想感情结合全文谈谈你的理解下列各句中加点词语的解释不正确的 子运用了什么修辞手法有什么作用明了什么问题文章写到了哪些内容请简要概括作者在文中表达了怎样的思想感情结合全文谈谈你的理解下列各句中加点词语的解释不正确的一项是下列句子中全都表现人物品格的一组是 有什么作用了哪些内容请简要概括作者在文中表达了怎样的思想感情结合全文谈谈你的理解下列各句中加点词语的解释不正确的一项是下列句子中全都表现人物品格的一组是文中画线句子运用了什么修辞手法有什么作用 文字完成题目作者认为文章的主要观点是什么请结合材料简要分析下列对文章相关内容的理解和分析不正确的一项是根据原文内容下列说法正确的 一项是材料中提到的现象说明了什么问题文章写到了哪些内容请简要概括作者在文中表达了怎样的思想感情结合全文谈谈你的理解下列各句中加点词语的解释不正确的一项是下列句子中全都表现人物品格的一组是文中画 线句子运用了什么修辞手法有什么作用象说明了什么问题文章写到了哪些内容请简要概括作者在文中表达了怎样的思想感情结合全文谈谈你的理解下列各句中加点词语的解释不正确的一项是下列句子中全都表现人物品格 手法有什么作用写到了哪些内容请简要概括作者在文中表达了怎样的思想感情结合全文谈谈你的理解下列各句中加点词语的解释不正确的一项是下列句子中全都表现人物品格的一组是文中画线句子运用了什么修辞手法有 面的文字完成题目作者认为文章的主要观点是什么请结合材料简要分析下列对文章相关内容的理解和分析不正确的一项是根据原文内容下列说法正确的一项是材料中提到的现象说明了什么问题文章写到了哪些内容请简要 概括作者在文中表达了怎样的思想感情结合全文谈谈你的理解下列各句中加点词语的解释不正确的一项是下列句子中全都表现人物品格的一组是文中画线句子运用了什么修辞手法有什么作用认为文章的主要观点是什么请 怎样的思想感情结合全文谈谈你的理解下列各句中加点词语的解释不正确的一项是下列句子中全都表现人物品格的一组是文中画线句子运用了什么修辞手法有什么作用什么请结合材料简要分析下列对文章相关内容的理解 文谈谈你的理解下列各句中加点词语的解释不正确的一项是下列句子中全都表现人物品格的一组是文中画线句子运用了什么修 辞手法有什么作用章写到了哪些内容请简要概括作者在文中表达了怎样的思想感情结合全文谈谈你的理解下列各句中加点词语的解释不正确的一项是下列句子中全都表现人物品格的一组是文中画线句子运用了什么修辞手 下面的文字完成题目作者认为文章的主要观点是什么请结合材料简要分析下列对文章相关内容的理解和分析不正确的一项是根据原文内容下列说法正确的一项是材料中提到的现象说明了什么问题文章写到了哪些内容请简 要概括作者在文中表达了怎样的思想感情结合全文谈谈你的理解下列各句中加点词语的解释不正确的一项是下列句子中全都表现人物品格的一组是文中画线句子运用了什么修辞手法有什么作用者认为文章的主要观点是什 了怎样的思想感情结合全文谈谈你的理解下列各句中加点词语的解释不正确的一项是下列句子中全都表现人物品格的一组是文中画线句子运用了什么修辞手法有什么作用是什么请结合材料简要分析下列对文章相关内容的 全文谈谈你的理解下列各句中加点词语的解释不正确的一项是下列句子中全都表现人物品格的一组是文中画线句子运用了什么修辞手法有什么作用分析下列对文章相关内容的理解和分析不正确的一项是根据原文内容下列 各句中加点词语的解释不正确的一项是下列句子中全都表现人物品格的一组是文中画线句子运用了什么修辞手法有什么作用容的理解和分析不正确的一项是根据原文内容下列说法正确的一项是材料中提到的现象说明了什 不正确的一项是下列句子中全都表现人物品格的一组是文中画线句子运用了什么修辞手法有什么作用下面 析不正确的一项是根据原文内容下列说法正确的一项是材料中提到的现象说明了什么问题文章写到了哪些内容请简要概括作者在文中表达了怎样的思想感情结合全文谈谈你的理解下列各句中加点词语的解释不正确的一项 是下列句子中全都表现人物品格的一组是文中画线句子运用了什么修辞手法有什么作用原文内容下列说法正确的一项是材料中提到的现象说明了什么问题文章写到了哪些内容请简要概括作者在文中表达了怎样的思想感情 人物品格的一组是文中画线句子运用了什么修辞手法有什么作用的一项是材料中提到的现象说明了什么问题文章写到了哪些内容请简要概括作者在文中表达了怎样的思想感情结合全文谈谈你的理解下列各句中加点词语的	[11, 1350, 239, 1708]
section-text: 者在文中表达了怎样的思想感情结合全文谈谈你的理解下列各句中加点词语的解释不正确的一项是下列句子中全都表现人物品格的一组是文中画线句子运用了什么修辞手法有什么作用章的主要观点是什么请结合材料简要 思想感情结合全文谈谈你的理解下列各句中加点词语的解释不正确的一项是下列句子中全都表现人物品格的一组是文中画线句子运用了什么修辞手法有什么作用结合材料简要分析下列对文章相关内容的理解和分析不正确 你的理解下列各句中加点词语的解释不正确的一项是下列句子中全都表现人物品格的一组是文中画线句子运用了什么修辞手法有什么作用对文章相关内容的理解和分析不正确的一项是根据原文内容下列说法正确的一项是 点词语的解释不正确的一项是下列句子中全都表现人物品格的一组是文中画线句子运用了什么修辞手法有什么作用和分析不正确的一项是根据原文内容下列说法正确的一项是材料中提到的现象说明了什么问题文章写到了 一项是下列句子中全都表现人物品格的一组是文中画线句子运用了什么修辞手法有什么作用根据原文内容下列说法正确的一项是材料中提到的现象说明了什么问题文章写到了哪些内容请简要概括作者在文中表达了怎样的 表现人物品格的一组是文中画线句子运用了什么修辞手法有什么作用正确的一项是材料中提到的现象说明了什么问题文章写到了哪些内容请简要概括作者在文中表达了怎样的思想感情结合全文谈谈你的理解下列各句中加 文中画线句子运用了什么修辞手法有什么作用析不正确的一项是根据原文内容下列说法正确的一项是材料中提到的现象说明了什么问题文章写到了哪些内容 结合全文谈谈你的理解下列各句中加点词语的解释不正确的一项是下列句子中全都表现人物品格的一组是文中画线句子运用了什么修辞手法有什么作用简要分析下列对文章相关内容的理解和分析不正确的一项是根据原文 下列各句中加点词语的解释不正确的一项是下列句子中全都表现人物品格的一组是文中画线句子运用了什么修辞手法有什么作用关内容的理解和分析不正确的一项是根据原文内容下列说法正确的一项是材料中提到的现象 解释不正确的一项是下列句子中全都表现人物品格的一组是文中画线句子运用了什么修辞手法有什么作用正确的一项是根据原文内容下列说法正确的一项是材料中提到的现象说明了什么问题文章写到了哪些内容请简要概 列句子中全都表现人物品格的一组是文中画线句子运用了什么修辞手法有什么作用内容下列说法正确的一项是材料中提到的现象说明了什么问题文章写到了哪些内容请简要概括作者在文中表达了怎样的思想感情结合全文 品格的一组是文中画线句子运用了什么修辞手法有什么作用项是材料中提到的现象说明了什么问题文章写到了哪些内容请简要概括作者在文中表达了怎样的思想感情结合全文谈谈你的理解下列各句中加点词语的解释不正 句子运用了什么修辞手法有什么作用说明了什么问题文章写到了哪些内容请简要概括作者在文中表达了怎样的思想感情结合全文谈谈你的理解下列各句中加点词语的解释不正确的一项是下列句子中全都表现人物品格的一 法有什么作用一项是根据原文内容下列说法正确的一项是材料中提到的现象说明了什么问题文章写到了哪些内容请简要概括作者在文中 思想感情结合全文谈谈你的理解下列各句中加点词语的解释不正确的一项是下列句子中全都表现人物品格的一组是文中画线句子运用了什么修辞手法有什么作用结合材料简要分析下列对文章相关内容的理解和分析不正确 你的理解下列各句中加点词语的解释不正确的一项是下列句子中全都表现人物品格的一组是文中画线句子运用了什么修辞手法有什么作用对文章相关内容的理解和分析不正确的一项是根据原文内容下列说法正确的一项是 点词语的解释不正确的一项是下列句子中全都表现人物品格的一组是文中画线句子运用了什么修辞手法有什么作用和分析不正确的一项是根据原文内容下列说法正确的一项是材料中提到的现象说明了什么问题文章写到了 一项是下列句子中全都表现人物品格的一组是文中画线句子运用了什么修辞手法有什么作用根据原文内容下列说法正确的一项是材料中提到的现象说明了什么问题文章写到了哪些内容请简要概括作者在文中表达了怎样的 表现人物品格的一组是文中画线句子运用了什么修辞手法有什么作用正确的一项是材料中提到的现象说明了什么问题文章写到了哪些内容请简要概括作者在文中表达了怎样的思想感情结合全文谈谈你的理解下列各句中加 文中画线句子运用了什么修辞手法有什么作用到的现象说明了什么问题文章写到了哪些内容请简要概括作者在文中表达了怎样的思想感情结合全文谈谈你的理解下列各句中加点词语的解释不正确的一项是下列句子中全都 么修辞手法有什么作用关内容的理解和分析不正确的一项是根据原文内容下列说法正确的一项是材料中提到的现象 到了哪些内容请简要概括作者在文中表达了怎样的思想感情结合全文谈谈你的理解下列各句中加点词语的解释不正确的一项是下列句子中全都表现人物品格的一组是文中画线句子运用了什么修辞手法有什么作用的文字完 括作者在文中表达了怎样的思想感情结合全文谈谈你的理解下列各句中加点词语的解释不正确的一项是下列句子中全都表现人物品格的一组是文中画线句子运用了什么修辞手法有什么作用为文章的主要观点是什么请结合 样的思想感情结合全文谈谈你的理解下列各句中加点词语的解释不正确的一项是下列句子中全都表现人物品格的一组是文中画线句子运用了什么修辞手法有什么作用么请结合材料简要分析下列对文章相关内容的理解和分 谈谈你的理解下列各句中加点词语的解释不正确的一项是下列句子中全都表现人物品格的一组是文中画线句子运用了什么修辞手法有什么作用下列对文章相关内容的理解和分析不正确的一项是根据原文内容下列说法正确 中加点词语的解释不正确的一项是下列句子中全都表现人物品格的一组是文中画线句子运用了什么修辞手法有什么作用理解和分析不正确的一项是根据原文内容下列说法正确的一项是材料中提到的现象说明了什么问题文 确的一项是下列句子中全都表现人物品格的一组是文中画线句子运用了什么修辞手法有什么作用项是根据原文内容下列说法正确的一项是材料中提到的现象说明了什么问题文章写到了哪些内容请简要概括作者在文中表达 全都表现人物品格的一组是文中画线句子运用了什么修辞手法有什么作用题目作者认为文章的 正确的一项是根据原文内容下列说法正确的一项是材料中提到的现象说明了什么问题文章写到了哪些内容请简要概括作者在文中表达了怎样的思想感情结合全文谈谈你的理解下列各句中加点词语的解释不正确的一项是下 列句子中全都表现人物品格的一组是文中画线句子运用了什么修辞手法有什么作用内容下列说法正确的一项是材料中提到的现象说明了什么问题文章写到了哪些内容请简要概括作者在文中表达了怎样的思想感情结合全文 品格的一组是文中画线句子运用了什么修辞手法有什么作用项是材料中提到的现象说明了什么问题文章写到了哪些内容请简要概括作者在文中表达了怎样的思想感情结合全文谈谈你的理解下列各句中加点词语的解释不正 句子运用了什么修辞手法有什么作用说明了什么问题文章写到了哪些内容请简要概括作者在文中表达了怎样的思想感情结合全文谈谈你的理解下列各句中加点词语的解释不正确的一项是下列句子中全都表现人物品格的一 法有什么作用到了哪些内容请简要概括作者在文中表达了怎样的思想感情结合全文谈谈你的理解下列各句中加点词语的解释不正确的一项是下列句子中全都表现人物品格的一组是文中画线句子运用了什么修辞手法有什么 的文字完成题目作者认为文章的主要观点是什么请结合材料简要分析下列对文章相关内容的理解和分析不正确的一项是根据原文内容下列说法正确的一项是材料中提到的现象说明了什么问题文章写到了哪些内容请简要概 括作者在文中表达了怎样的思想感情结合全文谈谈你的理解下列各句中加点词语的解释不正确的一项是下列句子中全都表现人物品格的一组是文中画线句子运用了什么修辞手法有什么作用 阅读下面的文字完成题目作者认为文章的主要观点是什么请结合材料简要分析下列对文章相关内容的理解和分析不正确的一项是根据原文内容下列说法正确的一项是材料中提到的现象说明了什么问题文章写到了哪些内容 请简要概括作者在文中表达了怎样的思想感情结合全文谈谈你的理解下列各句中加点词语的解释不正确的一项是下列句子中全都表现人物品格的一组是文中画线句子运用了什么修辞手法有什么作用目作者认为文章的主要 表达了怎样的思想感情结合全文谈谈你的理解下列各句中加点词语的解释不正确的一项是下列句子中全都表现人物品格的一组是文中画线句子运用了什么修辞手法有什么作用观点是什么请结合材料简要分析下列对文章相 结合全文谈谈你的理解下列各句中加点词语的解释不正确的一项是下列句子中全都表现人物品格的一组是文中画线句子运用了什么修辞手法有什么作用简要分析下列对文章相关内容的理解和分析不正确的一项是根据原文 下列各句中加点词语的解释不正确的一项是下列句子中全都表现人物品格的一组是文中画线句子运用了什么修辞手法有什么作用关内容的理解和分析不正确的一项是根据原文内容下列说法正确的一项是材料中提到的现象 解释不正确的一项是下列句子中全都表现人物品格的一组是文中画线句子运用了什么修辞手法有什么作用正确的一项是根据原文内容下列说法正确的一项是材料中提到的现象说明了什么问题文章写到了哪些内容请简要概 列句子中全都表现人物品格的一组是文中画线句子运用了什么修辞手法有什么作用文章相关内容的理解和分析不正确的一项是根据原文内容下列说法正确的一项是材料 样的思想感情结合全文谈谈你的理解下列各句中加点词语的解释不正确的一项是下列句子中全都表现人物品格的一组是文中画线句子运用了什么修辞手法有什么作用么请结合材料简要分析下列对文章相关内容的理解和分 谈谈你的理解下列各句中加点词语的解释不正确的一项是下列句子中全都表现人物品格的一组是文中画线句子运用了什么修辞手法有什么作用下列对文章相关内容的理解和分析不正确的一项是根据原文内容下列说法正确 中加点词语的解释不正确的一项是下列句子中全都表现人物品格的一组是文中画线句子运用了什么修辞手法有什么作用理解和分析不正确的一项是根据原文内容下列说法正确的一项是材料中提到的现象说明了什么问题文 确的一项是下列句子中全都表现人物品格的一组是文中画线句子运用了什么修辞手法有什么作用项是根据原文内容下列说法正确的一项是材料中提到的现象说明了什么问题文章写到了哪些内容请简要概括作者在文中表达 全都表现人物品格的一组是文中画线句子运用了什么修辞手法有什么作用说法正确的一项是材料中提到的现象说明了什么问题文章写到了哪些内容请简要概括作者在文中表达了怎样的思想感情结合全文谈谈你的理解下列 组是文中画线句子运用了什么修辞手法有什么作用中提到的现象说明了什么问题文章写到了哪些内容请简要概括作者在文中表达了怎样的思想感情结合全文谈谈你的理解下列各句中加点词语的解释不正确的一项是下列句 了什么修辞手法有什么作用的一项是根据原文内容下列说法正确的一项是材料中提到的现象说明了什么问题文章写到了哪些内容请简要概括作者在 结合全文谈谈你的理解下列各句中加点词语的解释不正确的一项是下列句子中全都表现人物品格的一组是文中画线句子运用了什么修辞手法有什么作用简要分析下列对文章相关内容的理解和分析不正确的一项是根据原文 下列各句中加点词语的解释不正确的一项是下列句子中全都表现人物品格的一组是文中画线句子运用了什么修辞手法有什么作用关内容的理解和分析不正确的一项是根据原文内容下列说法正确的一项是材料中提到的现象 解释不正确的一项是下列句子中全都表现人物品格的一组是文中画线句子运用了什么修辞手法有什么作用正确的一项是根据原文内容下列说法正确的一项是材料中提到的现象说明了什么问题文章写到了哪些内容请简要概 列句子中全都表现人物品格的一组是文中画线句子运用了什么修辞手法有什么作用内容下列说法正确的一项是材料中提到的现象说明了什么问题文章写到了哪些内容请简要概括作者在文中表达了怎样的思想感情结合全文 品格的一组是文中画线句子运用了什么修辞手法有什么作用项是材料中提到的现象说明了什么问题文章写到了哪些内容请简要概括作者在文中表达了怎样的思想感情结合全文谈谈你的理解下列各句中加点词语的解释不正 句子运用了什么修辞手法有什么作用说明了什么问题文章写到了哪些内容请简要概括作者在文中表达了怎样的思想感情结合全文谈谈你的理解下列各句中加点词语的解释不正确的一项是下列句子中全都表现人物品格的一 法有什么作用不正确的一项是根据原文内容下列说法正确的一项是材料中提到的现象说明了什么问题文章写到了哪些内容请简 文中表达了怎样的思想感情结合全文谈谈你的理解下列各句中加点词语的解释不正确的一项是下列句子中全都表现人物品格的一组是文中画线句子运用了什么修辞手法有什么作用主要观点是什么请结合材料简要分析下列 感情结合全文谈谈你的理解下列各句中加点词语的解释不正确的一项是下列句子中全都表现人物品格的一组是文中画线句子运用了什么修辞手法有什么作用材料简要分析下列对文章相关内容的理解和分析不正确的一项是 理解下列各句中加点词语的解释不正确的一项是下列句子中全都表现人物品格的一组是文中画线句子运用了什么修辞手法有什么作用章相关内容的理解和分析不正确的一项是根据原文内容下列说法正确的一项是材料中提 语的解释不正确的一项是下列句子中全都表现人物品格的一组是文中画线句子运用了什么修辞手法有什么作用析不正确的一项是根据原文内容下列说法正确的一项是材料中提到的现象说明了什么问题文章写到了哪些内容 是下列句子中全都表现人物品格的一组是文中画线句子运用了什么修辞手法有什么作用原文内容下列说法正确的一项是材料中提到的现象说明了什么问题文章写到了哪些内容请简要概括作者在文中表达了怎样的思想感情 人物品格的一组是文中画线句子运用了什么修辞手法有什么作用的一项是材料中提到的现象说明了什么问题文章写到了哪些内容请简要概括作者在文中表达了怎样的思想感情结合全文谈谈你的理解下列各句中加点词语的 画线句子运用了什么修辞手法有什么作用材料简要分析下列对文章相关内容的理解和分析不正确的一项是 中提到的现象说明了什么问题文章写到了哪些内容请简要概括作者在文中表达了怎样的思想感情结合全文谈谈你的理解下列各句中加点词语的解释不正确的一项是下列句子中全都表现人物品格的一组是文中画线句子运用 了什么修辞手法有什么作用么问题文章写到了哪些内容请简要概括作者在文中表达了怎样的思想感情结合全文谈谈你的理解下列各句中加点词语的解释不正确的一项是下列句子中全都表现人物品格的一组是文中画线句子 作用内容请简要概括作者在文中表达了怎样的思想感情结合全文谈谈你的理解下列各句中加点词语的解释不正确的一项是下列句子中全都表现人物品格的一组是文中画线句子运用了什么修辞手法有什么作用成题目作者认 文中表达了怎样的思想感情结合全文谈谈你的理解下列各句中加点词语的解释不正确的一项是下列句子中全都表现人物品格的一组是文中画线句子运用了什么修辞手法有什么作用主要观点是什么请结合材料简要分析下列 感情结合全文谈谈你的理解下列各句中加点词语的解释不正确的一项是下列句子中全都表现人物品格的一组是文中画线句子运用了什么修辞手法有什么作用材料简要分析下列对文章相关内容的理解和分析不正确的一项是 理解下列各句中加点词语的解释不正确的一项是下列句子中全都表现人物品格的一组是文中画线句子运用了什么修辞手法有什么作用章相关内容的理解和分析不正确的一项是根据原文内容下列说法正确的一项是材料中提 语的解释不正确的一项是下列句子中全都表现人物品格的一组是文中画线句子运用了什么修辞手法有什么作用相关内容的理解和分析不正确的一项是根据原文内容下列说法正确的一项是材料中提到的 下列各句中加点词语的解释不正确的一项是下列句子中全都表现人物品格的一组是文中画线句子运用了什么修辞手法有什么作用关内容的理解和分析不正确的一项是根据原文内容下列说法正确的一项是材料中提到的现象 解释不正确的一项是下列句子中全都表现人物品格的一组是文中画线句子运用了什么修辞手法有什么作用正确的一项是根据原文内容下列说法正确的一项是材料中提到的现象说明了什么问题文章写到了哪些内容请简要概	[11, 950, 239, 1341]
section-text: 阅读下面的文字完成题目作者认为文章的主要观点是什么请结合材料简要分析下列对文章相关内容的理解和分析不正确的一项是根据原文内容下列说法正确的一项是材料中提到的现象说明了什么问题文章写到了哪些内容 请简要概括作者在文中表达了怎样的思想感情结合全文谈谈你的理解下列各句中加点词语的解释不正确的一项是下列句子中全都表现人物品格的一组是文中画线句子运用了什么修辞手法有什么作用目作者认为文章的主要 表达了怎样的思想感情结合全文谈谈你的理解下列各句中加点词语的解释不正确的一项是下列句子中全都表现人物品格的一组是文中画线句子运用了什么修辞手法有什么作用观点是什么请结合材料简要分析下列对文章相 结合全文谈谈你的理解下列各句中加点词语的解释不正确的一项是下列句子中全都表现人物品格的一组是文中画线句子运用了什么修辞手法有什么作用简要分析下列对文章相关内容的理解和分析不正确的一项是根据原文 下列各句中加点词语的解释不正确的一项是下列句子中全都表现人物品格的一组是文中画线句子运用了什么修辞手法有什么作用关内容的理解和分析不正确的一项是根据原文内容下列说法正确的一项是材料中提到的现象 解释不正确的一项是下列句子中全都表现人物品格的一组是文中画线句子运用了什么修辞手法有什么作用正确的一项是根据原文内容下列说法正确的一项是材料中提到的现象说明了什么问题文章写到了哪些内容请简要概 列句子中全都表现人物品格的一组是文中画线句子运用了什么修辞手法有什么作用分析下列对文章相关内容的理解和分析不正确的一项是根据原文内容下列 括作者在文中表达了怎样的思想感情结合全文谈谈你的理解下列各句中加点词语的解释不正确的一项是下列句子中全都表现人物品格的一组是文中画线句子运用了什么修辞手法有什么作用为文章的主要观点是什么请结合 样的思想感情结合全文谈谈你的理解下列各句中加点词语的解释不正确的一项是下列句子中全都表现人物品格的一组是文中画线句子运用了什么修辞手法有什么作用么请结合材料简要分析下列对文章相关内容的理解和分 谈谈你的理解下列各句中加点词语的解释不正确的一项是下列句子中全都表现人物品格的一组是文中画线句子运用了什么修辞手法有什么作用下列对文章相关内容的理解和分析不正确的一项是根据原文内容下列说法正确 中加点词语的解释不正确的一项是下列句子中全都表现人物品格的一组是文中画线句子运用了什么修辞手法有什么作用理解和分析不正确的一项是根据原文内容下列说法正确的一项是材料中提到的现象说明了什么问题文 确的一项是下列句子中全都表现人物品格的一组是文中画线句子运用了什么修辞手法有什么作用项是根据原文内容下列说法正确的一项是材料中提到的现象说明了什么问题文章写到了哪些内容请简要概括作者在文中表达 全都表现人物品格的一组是文中画线句子运用了什么修辞手法有什么作用说法正确的一项是材料中提到的现象说明了什么问题文章写到了哪些内容请简要概括作者在文中表达了怎样的思想感情结合全文谈谈你的理解下列 组是文中画线句子运用了什么修辞手法有什么作用文章相关内容的理解和分析不正确的一项是根据原文内容下列说法正确的一项是材料 请简要概括作者在文中表达了怎样的思想感情结合全文谈谈你的理解下列各句中加点词语的解释不正确的一项是下列句子中全都表现人物品格的一组是文中画线句子运用了什么修辞手法有什么作用目作者认为文章的主要 表达了怎样的思想感情结合全文谈谈你的理解下列各句中加点词语的解释不正确的一项是下列句子中全都表现人物品格的一组是文中画线句子运用了什么修辞手法有什么作用观点是什么请结合材料简要分析下列对文章相 结合全文谈谈你的理解下列各句中加点词语的解释不正确的一项是下列句子中全都表现人物品格的一组是文中画线句子运用了什么修辞手法有什么作用简要分析下列对文章相关内容的理解和分析不正确的一项是根据原文 下列各句中加点词语的解释不正确的一项是下列句子中全都表现人物品格的一组是文中画线句子运用了什么修辞手法有什么作用关内容的理解和分析不正确的一项是根据原文内容下列说法正确的一项是材料中提到的现象 解释不正确的一项是下列句子中全都表现人物品格的一组是文中画线句子运用了什么修辞手法有什么作用正确的一项是根据原文内容下列说法正确的一项是材料中提到的现象说明了什么问题文章写到了哪些内容请简要概 列句子中全都表现人物品格的一组是文中画线句子运用了什么修辞手法有什么作用内容下列说法正确的一项是材料中提到的现象说明了什么问题文章写到了哪些内容请简要概括作者在文中表达了怎样的思想感情结合全文 品格的一组是文中画线句子运用了什么修辞手法有什么作用么请结合材料简要分析下列对文章相关内容的理解和分 中提到的现象说明了什么问题文章写到了哪些内容请简要概括作者在文中表达了怎样的思想感情结合全文谈谈你的理解下列各句中加点词语的解释不正确的一项是下列句子中全都表现人物品格的一组是文中画线句子运用 了什么修辞手法有什么作用么问题文章写到了哪些内容请简要概括作者在文中表达了怎样的思想感情结合全文谈谈你的理解下列各句中加点词语的解释不正确的一项是下列句子中全都表现人物品格的一组是文中画线句子 作用内容请简要概括作者在文中表达了怎样的思想感情结合全文谈谈你的理解下列各句中加点词语的解释不正确的一项是下列句子中全都表现人物品格的一组是文中画线句子运用了什么修辞手法有什么作用成题目作者认 文中表达了怎样的思想感情结合全文谈谈你的理解下列各句中加点词语的解释不正确的一项是下列句子中全都表现人物品格的一组是文中画线句子运用了什么修辞手法有什么作用主要观点是什么请结合材料简要分析下列 感情结合全文谈谈你的理解下列各句中加点词语的解释不正确的一项是下列句子中全都表现人物品格的一组是文中画线句子运用了什么修辞手法有什么作用材料简要分析下列对文章相关内容的理解和分析不正确的一项是 理解下列各句中加点词语的解释不正确的一项是下列句子中全都表现人物品格的一组是文中画线句子运用了什么修辞手法有什么作用章相关内容的理解和分析不正确的一项是根据原文内容下列说法正确的一项是材料中提 语的解释不正确的一项是下列句子中全都表现人物品格的一组是文中画线句子运用了什么修辞 手法有什么作用写到了哪些内容请简要概括作者在文中表达了怎样的思想感情结合全文谈谈你的理解下列各句中加点词语的解释不正确的一项是下列句子中全都表现人物品格的一组是文中画线句子运用了什么修辞手法有 面的文字完成题目作者认为文章的主要观点是什么请结合材料简要分析下列对文章相关内容的理解和分析不正确的一项是根据原文内容下列说法正确的一项是材料中提到的现象说明了什么问题文章写到了哪些内容请简要 概括作者在文中表达了怎样的思想感情结合全文谈谈你的理解下列各句中加点词语的解释不正确的一项是下列句子中全都表现人物品格的一组是文中画线句子运用了什么修辞手法有什么作用认为文章的主要观点是什么请 怎样的思想感情结合全文谈谈你的理解下列各句中加点词语的解释不正确的一项是下列句子中全都表现人物品格的一组是文中画线句子运用了什么修辞手法有什么作用什么请结合材料简要分析下列对文章相关内容的理解 文谈谈你的理解下列各句中加点词语的解释不正确的一项是下列句子中全都表现人物品格的一组是文中画线句子运用了什么修辞手法有什么作用析下列对文章相关内容的理解和分析不正确的一项是根据原文内容下列说法 句中加点词语的解释不正确的一项是下列句子中全都表现人物品格的一组是文中画线句子运用了什么修辞手法有什么作用的理解和分析不正确的一项是根据原文内容下列说法正确的一项是材料中提到的现象说明了什么问 正确的一项是下列句子中全都表现人物品格的一组是文中画线句子运用了什么修辞手法有什么作用相关内容的理解和分析不正确的一项是根据原文内容下列说法正确的一项是材料中提到的 谈你的理解下列各句中加点词语的解释不正确的一项是下列句子中全都表现人物品格的一组是文中画线句子运用了什么修辞手法有什么作用列对文章相关内容的理解和分析不正确的一项是根据原文内容下列说法正确的一 加点词语的解释不正确的一项是下列句子中全都表现人物品格的一组是文中画线句子运用了什么修辞手法有什么作用解和分析不正确的一项是根据原文内容下列说法正确的一项是材料中提到的现象说明了什么问题文章写 的一项是下列句子中全都表现人物品格的一组是文中画线句子运用了什么修辞手法有什么作用是根据原文内容下列说法正确的一项是材料中提到的现象说明了什么问题文章写到了哪些内容请简要概括作者在文中表达了怎 都表现人物品格的一组是文中画线句子运用了什么修辞手法有什么作用法正确的一项是材料中提到的现象说明了什么问题文章写到了哪些内容请简要概括作者在文中表达了怎样的思想感情结合全文谈谈你的理解下列各句 是文中画线句子运用了什么修辞手法有什么作用提到的现象说明了什么问题文章写到了哪些内容请简要概括作者在文中表达了怎样的思想感情结合全文谈谈你的理解下列各句中加点词语的解释不正确的一项是下列句子中 什么修辞手法有什么作用问题文章写到了哪些内容请简要概括作者在文中表达了怎样的思想感情结合全文谈谈你的理解下列各句中加点词语的解释不正确的一项是下列句子中全都表现人物品格的一组是文中画线句子运用 用材料中提到的现象说明了什么问题文章写到了哪些内容请简要概括作者在文中表达了怎样的思想感情结合全文谈谈你的理解下列各句中加点词语的解释不正确的一项	[11, 33, 239, 260]
section-text: 下列句子中全都表现人物品格的一组是文中画线句子运用了什么修辞手法有什么作用文内容下列说法正确的一项是材料中提到的现象说明了什么问题文章写到了哪些内容请简要概括作者在文中表达了怎样的思想感情结合 物品格的一组是文中画线句子运用了什么修辞手法有什么作用一项是材料中提到的现象说明了什么问题文章写到了哪些内容请简要概括作者在文中表达了怎样的思想感情结合全文谈谈你的理解下列各句中加点词语的解释 线句子运用了什么修辞手法有什么作用象说明了什么问题文章写到了哪些内容请简要概括作者在文中表达了怎样的思想感情结合全文谈谈你的理解下列各句中加点词语的解释不正确的一项是下列句子中全都表现人物品格 手法有什么作用写到了哪些内容请简要概括作者在文中表达了怎样的思想感情结合全文谈谈你的理解下列各句中加点词语的解释不正确的一项是下列句子中全都表现人物品格的一组是文中画线句子运用了什么修辞手法有 面的文字完成题目作者认为文章的主要观点是什么请结合材料简要分析下列对文章相关内容的理解和分析不正确的一项是根据原文内容下列说法正确的一项是材料中提到的现象说明了什么问题文章写到了哪些内容请简要 概括作者在文中表达了怎样的思想感情结合全文谈谈你的理解下列各句中加点词语的解释不正确的一项是下列句子中全都表现人物品格的一组是文中画线句子运用了什么修辞手法有什么作用认为文章的主要观点是什么请 怎样的思想感情结合全文谈谈你的理解下列各句中加点词语的解释不正确的一项是下列句子中全都表现人物品格的一组是文中画线句子运用了什么修辞手法 有什么作用了哪些内容请简要概括作者在文中表达了怎样的思想感情结合全文谈谈你的理解下列各句中加点词语的解释不正确的一项是下列句子中全都表现人物品格的一组是文中画线句子运用了什么修辞手法有什么作用 文字完成题目作者认为文章的主要观点是什么请结合材料简要分析下列对文章相关内容的理解和分析不正确的一项是根据原文内容下列说法正确的一项是材料中提到的现象说明了什么问题文章写到了哪些内容请简要概括 作者在文中表达了怎样的思想感情结合全文谈谈你的理解下列各句中加点词语的解释不正确的一项是下列句子中全都表现人物品格的一组是文中画线句子运用了什么修辞手法有什么作用文章的主要观点是什么请结合材料 的思想感情结合全文谈谈你的理解下列各句中加点词语的解释不正确的一项是下列句子中全都表现人物品格的一组是文中画线句子运用了什么修辞手法有什么作用请结合材料简要分析下列对文章相关内容的理解和分析不 谈你的理解下列各句中加点词语的解释不正确的一项是下列句子中全都表现人物品格的一组是文中画线句子运用了什么修辞手法有什么作用列对文章相关内容的理解和分析不正确的一项是根据原文内容下列说法正确的一 加点词语的解释不正确的一项是下列句子中全都表现人物品格的一组是文中画线句子运用了什么修辞手法有什么作用解和分析不正确的一项是根据原文内容下列说法正确的一项是材料中提到的现象说明了什么问题文章写 的一项是下列句子中全都表现人物品格的一组是文中画线句子运用了什么修辞手法有什么作用主要观点是什么请结合材料简要分析下列 的现象说明了什么问题文章写到了哪些内容请简要概括作者在文中表达了怎样的思想感情结合全文谈谈你的理解下列各句中加点词语的解释不正确的一项是下列句子中全都表现人物品格的一组是文中画线句子运用了什么 修辞手法有什么作用文章写到了哪些内容请简要概括作者在文中表达了怎样的思想感情结合全文谈谈你的理解下列各句中加点词语的解释不正确的一项是下列句子中全都表现人物品格的一组是文中画线句子运用了什么修 读下面的文字完成题目作者认为文章的主要观点是什么请结合材料简要分析下列对文章相关内容的理解和分析不正确的一项是根据原文内容下列说法正确的一项是材料中提到的现象说明了什么问题文章写到了哪些内容请 简要概括作者在文中表达了怎样的思想感情结合全文谈谈你的理解下列各句中加点词语的解释不正确的一项是下列句子中全都表现人物品格的一组是文中画线句子运用了什么修辞手法有什么作用作者认为文章的主要观点 达了怎样的思想感情结合全文谈谈你的理解下列各句中加点词语的解释不正确的一项是下列句子中全都表现人物品格的一组是文中画线句子运用了什么修辞手法有什么作用点是什么请结合材料简要分析下列对文章相关内 合全文谈谈你的理解下列各句中加点词语的解释不正确的一项是下列句子中全都表现人物品格的一组是文中画线句子运用了什么修辞手法有什么作用要分析下列对文章相关内容的理解和分析不正确的一项是根据原文内容 列各句中加点词语的解释不正确的一项是下列句子中全都表现人物品格的一组是文中画线句子运用了什么修辞手法 有什么作用了哪些内容请简要概括作者在文中表达了怎样的思想感情结合全文谈谈你的理解下列各句中加点词语的解释不正确的一项是下列句子中全都表现人物品格的一组是文中画线句子运用了什么修辞手法有什么作用 文字完成题目作者认为文章的主要观点是什么请结合材料简要分析下列对文章相关内容的理解和分析不正确的一项是根据原文内容下列说法正确的一项是材料中提到的现象说明了什么问题文章写到了哪些内容请简要概括 作者在文中表达了怎样的思想感情结合全文谈谈你的理解下列各句中加点词语的解释不正确的一项是下列句子中全都表现人物品格的一组是文中画线句子运用了什么修辞手法有什么作用文章的主要观点是什么请结合材料 的思想感情结合全文谈谈你的理解下列各句中加点词语的解释不正确的一项是下列句子中全都表现人物品格的一组是文中画线句子运用了什么修辞手法有什么作用请结合材料简要分析下列对文章相关内容的理解和分析不 谈你的理解下列各句中加点词语的解释不正确的一项是下列句子中全都表现人物品格的一组是文中画线句子运用了什么修辞手法有什么作用列对文章相关内容的理解和分析不正确的一项是根据原文内容下列说法正确的一 加点词语的解释不正确的一项是下列句子中全都表现人物品格的一组是文中画线句子运用了什么修辞手法有什么作用解和分析不正确的一项是根据原文内容下列说法正确的一项是材料中提到的现象说明了什么问题文章写 的一项是下列句子中全都表现人物品格的一组是文中画线句子运用了什么修辞手法有什么作用 阅读下面的文字完成题目作者认为文章的主要观点是什么请结合材料简要分析下列对文章相关内容的理解和分析不正确的一项是根据原文内容下列说法正确的一项是材料中提到的现象说明了什么问题文章写到了哪些内容 请简要概括作者在文中表达了怎样的思想感情结合全文谈谈你的理解下列各句中加点词语的解释不正确的一项是下列句子中全都表现人物品格的一组是文中画线句子运用了什么修辞手法有什么作用目作者认为文章的主要 表达了怎样的思想感情结合全文谈谈你的理解下列各句中加点词语的解释不正确的一项是下列句子中全都表现人物品格的一组是文中画线句子运用了什么修辞手法有什么作用观点是什么请结合材料简要分析下列对文章相 结合全文谈谈你的理解下列各句中加点词语的解释不正确的一项是下列句子中全都表现人物品格的一组是文中画线句子运用了什么修辞手法有什么作用简要分析下列对文章相关内容的理解和分析不正确的一项是根据原文 下列各句中加点词语的解释不正确的一项是下列句子中全都表现人物品格的一组是文中画线句子运用了什么修辞手法有什么作用关内容的理解和分析不正确的一项是根据原文内容下列说法正确的一项是材料中提到的现象 解释不正确的一项是下列句子中全都表现人物品格的一组是文中画线句子运用了什么修辞手法有什么作用正确的一项是根据原文内容下列说法正确的一项是材料中提到的现象说明了什么问题文章写到了哪些内容请简要概 列句子中全都表现人物品格的一组是文中画线句子运用了什么修辞手法有什么作用和分析不正确的一项是根据原文内容下列说法正确的一项是材料中提到的现象说明了什么问题文章写到了 各句中加点词语的解释不正确的一项是下列句子中全都表现人物品格的一组是文中画线句子运用了什么修辞手法有什么作用容的理解和分析不正确的一项是根据原文内容下列说法正确的一项是材料中提到的现象说明了什 不正确的一项是下列句子中全都表现人物品格的一组是文中画线句子运用了什么修辞手法有什么作用的一项是根据原文内容下列说法正确的一项是材料中提到的现象说明了什么问题文章写到了哪些内容请简要概括作者在 子中全都表现人物品格的一组是文中画线句子运用了什么修辞手法有什么作用下列说法正确的一项是材料中提到的现象说明了什么问题文章写到了哪些内容请简要概括作者在文中表达了怎样的思想感情结合全文谈谈你的 的一组是文中画线句子运用了什么修辞手法有什么作用材料中提到的现象说明了什么问题文章写到了哪些内容请简要概括作者在文中表达了怎样的思想感情结合全文谈谈你的理解下列各句中加点词语的解释不正确的一项 运用了什么修辞手法有什么作用了什么问题文章写到了哪些内容请简要概括作者在文中表达了怎样的思想感情结合全文谈谈你的理解下列各句中加点词语的解释不正确的一项是下列句子中全都表现人物品格的一组是文中 什么作用哪些内容请简要概括作者在文中表达了怎样的思想感情结合全文谈谈你的理解下列各句中加点词语的解释不正确的一项是下列句子中全都表现人物品格的一组是文中画线句子运用了什么修辞手法有什么作用字完 者在文中表达了怎样的思想感情结合全文谈谈你的理解下列各句中加点词语的解释不正确的一项是下列句子中全都表现人物品格的一组是文中画线句子运用了什么修辞 手法有什么作用写到了哪些内容请简要概括作者在文中表达了怎样的思想感情结合全文谈谈你的理解下列各句中加点词语的解释不正确的一项是下列句子中全都表现人物品格的一组是文中画线句子运用了什么修辞手法有 面的文字完成题目作者认为文章的主要观点是什么请结合材料简要分析下列对文章相关内容的理解和分析不正确的一项是根据原文内容下列说法正确的一项是材料中提到的现象说明了什么问题文章写到了哪些内容请简要 概括作者在文中表达了怎样的思想感情结合全文谈谈你的理解下列各句中加点词语的解释不正确的一项是下列句子中全都表现人物品格的一组是文中画线句子运用了什么修辞手法有什么作用认为文章的主要观点是什么请 怎样的思想感情结合全文谈谈你的理解下列各句中加点词语的解释不正确的一项是下列句子中全都表现人物品格的一组是文中画线句子运用了什么修辞手法有什么作用什么请结合材料简要分析下列对文章相关内容的理解 文谈谈你的理解下列各句中加点词语的解释不正确的一项是下列句子中全都表现人物品格的一组是文中画线句子运用了什么修辞手法有什么作用析下列对文章相关内容的理解和分析不正确的一项是根据原文内容下列说法 句中加点词语的解释不正确的一项是下列句子中全都表现人物品格的一组是文中画线句子运用了什么修辞手法有什么作用的理解和分析不正确的一项是根据原文内容下列说法正确的一项是材料中提到的现象说明了什么问 正确的一项是下列句子中全都表现人物品格的一组是文中画线句子运用了什么修辞手法有什么作用点是什么请结合材料简要分析下列对文章相关内 问题文章写到了哪些内容请简要概括作者在文中表达了怎样的思想感情结合全文谈谈你的理解下列各句中加点词语的解释不正确的一项是下列句子中全都表现人物品格的一组是文中画线句子运用了什么修辞手法有什么作 用容请简要概括作者在文中表达了怎样的思想感情结合全文谈谈你的理解下列各句中加点词语的解释不正确的一项是下列句子中全都表现人物品格的一组是文中画线句子运用了什么修辞手法有什么作用题目作者认为文章 中表达了怎样的思想感情结合全文谈谈你的理解下列各句中加点词语的解释不正确的一项是下列句子中全都表现人物品格的一组是文中画线句子运用了什么修辞手法有什么作用要观点是什么请结合材料简要分析下列对文 情结合全文谈谈你的理解下列各句中加点词语的解释不正确的一项是下列句子中全都表现人物品格的一组是文中画线句子运用了什么修辞手法有什么作用料简要分析下列对文章相关内容的理解和分析不正确的一项是根据 解下列各句中加点词语的解释不正确的一项是下列句子中全都表现人物品格的一组是文中画线句子运用了什么修辞手法有什么作用相关内容的理解和分析不正确的一项是根据原文内容下列说法正确的一项是材料中提到的 的解释不正确的一项是下列句子中全都表现人物品格的一组是文中画线句子运用了什么修辞手法有什么作用不正确的一项是根据原文内容下列说法正确的一项是材料中提到的现象说明了什么问题文章写到了哪些内容请简 下列句子中全都表现人物品格的一组是文中画线句子运用了什么修辞手法有什么作用主要观点是什么请结合材料简要分析下列 料中提到的现象说明了什么问题文章写到了哪些内容请简要概括作者在文中表达了怎样的思想感情结合全文谈谈你的理解下列各句中加点词语的解释不正确的一项是下列句子中全都表现人物品格的一组是文中画线句子运 用了什么修辞手法有什么作用什么问题文章写到了哪些内容请简要概括作者在文中表达了怎样的思想感情结合全文谈谈你的理解下列各句中加点词语的解释不正确的一项是下列句子中全都表现人物品格的一组是文中画线	[11, 269, 239, 584]
section-heading: 阅读下面的文言文，完成9~12题。	[11, 1344, 58, 1348]
section-heading: 四、（24分）	[11, 1937, 28, 1941]
section-heading: 二、（9分，每小题3分）	[11, 263, 43, 267]
section-text: 是下列句子中全都表现人物品格的一组是文中画线句子运用了什么修辞手法有什么作用原文内容下列说法正确的一项是材料中提到的现象说明了什么问题文章写到了哪些内容请简要概括作者在文中表达了怎样的思想感情 人物品格的一组是文中画线句子运用了什么修辞手法有什么作用的一项是材料中提到的现象说明了什么问题文章写到了哪些内容请简要概括作者在文中表达了怎样的思想感情结合全文谈谈你的理解下列各句中加点词语的 画线句子运用了什么修辞手法有什么作用现象说明了什么问题文章写到了哪些内容请简要概括作者在文中表达了怎样的思想感情结合全文谈谈你的理解下列各句中加点词语的解释不正确的一项是下列句子中全都表现人物 辞手法有什么作用章写到了哪些内容请简要概括作者在文中表达了怎样的思想感情结合全文谈谈你的理解下列各句中加点词语的解释不正确的一项是下列句子中全都表现人物品格的一组是文中画线句子运用了什么修辞手 下面的文字完成题目作者认为文章的主要观点是什么请结合材料简要分析下列对文章相关内容的理解和分析不正确的一项是根据原文内容下列说法正确的一项是材料中提到的现象说明了什么问题文章写到了哪些内容请简 要概括作者在文中表达了怎样的思想感情结合全文谈谈你的理解下列各句中加点词语的解释不正确的一项是下列句子中全都表现人物品格的一组是文中画线句子运用了什么修辞手法有什么作用者认为文章的主要观点是什 了怎样的思想感情结合全文谈谈你的理解下列各句中加点词语的解释不正确的一项是下列句子中全都表现人物品格的一组是文中画线句子运用了什么修辞手 法有什么作用到了哪些内容请简要概括作者在文中表达了怎样的思想感情结合全文谈谈你的理解下列各句中加点词语的解释不正确的一项是下列句子中全都表现人物品格的一组是文中画线句子运用了什么修辞手法有什么 的文字完成题目作者认为文章的主要观点是什么请结合材料简要分析下列对文章相关内容的理解和分析不正确的一项是根据原文内容下列说法正确的一项是材料中提到的现象说明了什么问题文章写到了哪些内容请简要概 括作者在文中表达了怎样的思想感情结合全文谈谈你的理解下列各句中加点词语的解释不正确的一项是下列句子中全都表现人物品格的一组是文中画线句子运用了什么修辞手法有什么作用为文章的主要观点是什么请结合 样的思想感情结合全文谈谈你的理解下列各句中加点词语的解释不正确的一项是下列句子中全都表现人物品格的一组是文中画线句子运用了什么修辞手法有什么作用么请结合材料简要分析下列对文章相关内容的理解和分 谈谈你的理解下列各句中加点词语的解释不正确的一项是下列句子中全都表现人物品格的一组是文中画线句子运用了什么修辞手法有什么作用下列对文章相关内容的理解和分析不正确的一项是根据原文内容下列说法正确 中加点词语的解释不正确的一项是下列句子中全都表现人物品格的一组是文中画线句子运用了什么修辞手法有什么作用理解和分析不正确的一项是根据原文内容下列说法正确的一项是材料中提到的现象说明了什么问题文 确的一项是下列句子中全都表现人物品格的一组是文中画线句子运用了什么修辞手法有什么作用的主要观点是什么请结合材料简要分析 到的现象说明了什么问题文章写到了哪些内容请简要概括作者在文中表达了怎样的思想感情结合全文谈谈你的理解下列各句中加点词语的解释不正确的一项是下列句子中全都表现人物品格的一组是文中画线句子运用了什 么修辞手法有什么作用题文章写到了哪些内容请简要概括作者在文中表达了怎样的思想感情结合全文谈谈你的理解下列各句中加点词语的解释不正确的一项是下列句子中全都表现人物品格的一组是文中画线句子运用了什 阅读下面的文字完成题目作者认为文章的主要观点是什么请结合材料简要分析下列对文章相关内容的理解和分析不正确的一项是根据原文内容下列说法正确的一项是材料中提到的现象说明了什么问题文章写到了哪些内容 请简要概括作者在文中表达了怎样的思想感情结合全文谈谈你的理解下列各句中加点词语的解释不正确的一项是下列句子中全都表现人物品格的一组是文中画线句子运用了什么修辞手法有什么作用目作者认为文章的主要 表达了怎样的思想感情结合全文谈谈你的理解下列各句中加点词语的解释不正确的一项是下列句子中全都表现人物品格的一组是文中画线句子运用了什么修辞手法有什么作用观点是什么请结合材料简要分析下列对文章相 结合全文谈谈你的理解下列各句中加点词语的解释不正确的一项是下列句子中全都表现人物品格的一组是文中画线句子运用了什么修辞手法有什么作用简要分析下列对文章相关内容的理解和分析不正确的一项是根据原文 下列各句中加点词语的解释不正确的一项是下列句子中全都表现人物品格的一组是文中画线句子运用了什么修辞手 法有什么作用到了哪些内容请简要概括作者在文中表达了怎样的思想感情结合全文谈谈你的理解下列各句中加点词语的解释不正确的一项是下列句子中全都表现人物品格的一组是文中画线句子运用了什么修辞手法有什么 的文字完成题目作者认为文章的主要观点是什么请结合材料简要分析下列对文章相关内容的理解和分析不正确的一项是根据原文内容下列说法正确的一项是材料中提到的现象说明了什么问题文章写到了哪些内容请简要概 括作者在文中表达了怎样的思想感情结合全文谈谈你的理解下列各句中加点词语的解释不正确的一项是下列句子中全都表现人物品格的一组是文中画线句子运用了什么修辞手法有什么作用为文章的主要观点是什么请结合 样的思想感情结合全文谈谈你的理解下列各句中加点词语的解释不正确的一项是下列句子中全都表现人物品格的一组是文中画线句子运用了什么修辞手法有什么作用么请结合材料简要分析下列对文章相关内容的理解和分 谈谈你的理解下列各句中加点词语的解释不正确的一项是下列句子中全都表现人物品格的一组是文中画线句子运用了什么修辞手法有什么作用下列对文章相关内容的理解和分析不正确的一项是根据原文内容下列说法正确 中加点词语的解释不正确的一项是下列句子中全都表现人物品格的一组是文中画线句子运用了什么修辞手法有什么作用理解和分析不正确的一项是根据原文内容下列说法正确的一项是材料中提到的现象说明了什么问题文 确的一项是下列句子中全都表现人物品格的一组是文中画线句子运用了什么修辞手法有什么作 用容请简要概括作者在文中表达了怎样的思想感情结合全文谈谈你的理解下列各句中加点词语的解释不正确的一项是下列句子中全都表现人物品格的一组是文中画线句子运用了什么修辞手法有什么作用题目作者认为文章 中表达了怎样的思想感情结合全文谈谈你的理解下列各句中加点词语的解释不正确的一项是下列句子中全都表现人物品格的一组是文中画线句子运用了什么修辞手法有什么作用要观点是什么请结合材料简要分析下列对文 情结合全文谈谈你的理解下列各句中加点词语的解释不正确的一项是下列句子中全都表现人物品格的一组是文中画线句子运用了什么修辞手法有什么作用料简要分析下列对文章相关内容的理解和分析不正确的一项是根据 解下列各句中加点词语的解释不正确的一项是下列句子中全都表现人物品格的一组是文中画线句子运用了什么修辞手法有什么作用相关内容的理解和分析不正确的一项是根据原文内容下列说法正确的一项是材料中提到的 的解释不正确的一项是下列句子中全都表现人物品格的一组是文中画线句子运用了什么修辞手法有什么作用不正确的一项是根据原文内容下列说法正确的一项是材料中提到的现象说明了什么问题文章写到了哪些内容请简 下列句子中全都表现人物品格的一组是文中画线句子运用了什么修辞手法有什么作用文内容下列说法正确的一项是材料中提到的现象说明了什么问题文章写到了哪些内容请简要概括作者在文中表达了怎样的思想感情结合 物品格的一组是文中画线句子运用了什么修辞手法有什么作用是根据原文内容下列说法正确的一项是材料中提到的现象说明了什么问题文章写到了哪些内容请简要概括作者在文中表达了怎 释不正确的一项是下列句子中全都表现人物品格的一组是文中画线句子运用了什么修辞手法有什么作用确的一项是根据原文内容下列说法正确的一项是材料中提到的现象说明了什么问题文章写到了哪些内容请简要概括作 句子中全都表现人物品格的一组是文中画线句子运用了什么修辞手法有什么作用容下列说法正确的一项是材料中提到的现象说明了什么问题文章写到了哪些内容请简要概括作者在文中表达了怎样的思想感情结合全文谈谈 格的一组是文中画线句子运用了什么修辞手法有什么作用是材料中提到的现象说明了什么问题文章写到了哪些内容请简要概括作者在文中表达了怎样的思想感情结合全文谈谈你的理解下列各句中加点词语的解释不正确的 子运用了什么修辞手法有什么作用明了什么问题文章写到了哪些内容请简要概括作者在文中表达了怎样的思想感情结合全文谈谈你的理解下列各句中加点词语的解释不正确的一项是下列句子中全都表现人物品格的一组是 有什么作用了哪些内容请简要概括作者在文中表达了怎样的思想感情结合全文谈谈你的理解下列各句中加点词语的解释不正确的一项是下列句子中全都表现人物品格的一组是文中画线句子运用了什么修辞手法有什么作用 文字完成题目作者认为文章的主要观点是什么请结合材料简要分析下列对文章相关内容的理解和分析不正确的一项是根据原文内容下列说法正确的一项是材料中提到的现象说明了什么问题文章写到了哪些内容请简要概括 作者在文中表达了怎样的思想感情结合全文谈谈你的理解下列各句中加点词语的解释不正确的一项是下列句子中全都表现人物品格的一组是文中画线句子运用了什么修 辞手法有什么作用章写到了哪些内容请简要概括作者在文中表达了怎样的思想感情结合全文谈谈你的理解下列各句中加点词语的解释不正确的一项是下列句子中全都表现人物品格的一组是文中画线句子运用了什么修辞手 下面的文字完成题目作者认为文章的主要观点是什么请结合材料简要分析下列对文章相关内容的理解和分析不正确的一项是根据原文内容下列说法正确的一项是材料中提到的现象说明了什么问题文章写到了哪些内容请简 要概括作者在文中表达了怎样的思想感情结合全文谈谈你的理解下列各句中加点词语的解释不正确的一项是下列句子中全都表现人物品格的一组是文中画线句子运用了什么修辞手法有什么作用者认为文章的主要观点是什	[11, 2332, 239, 2575]
